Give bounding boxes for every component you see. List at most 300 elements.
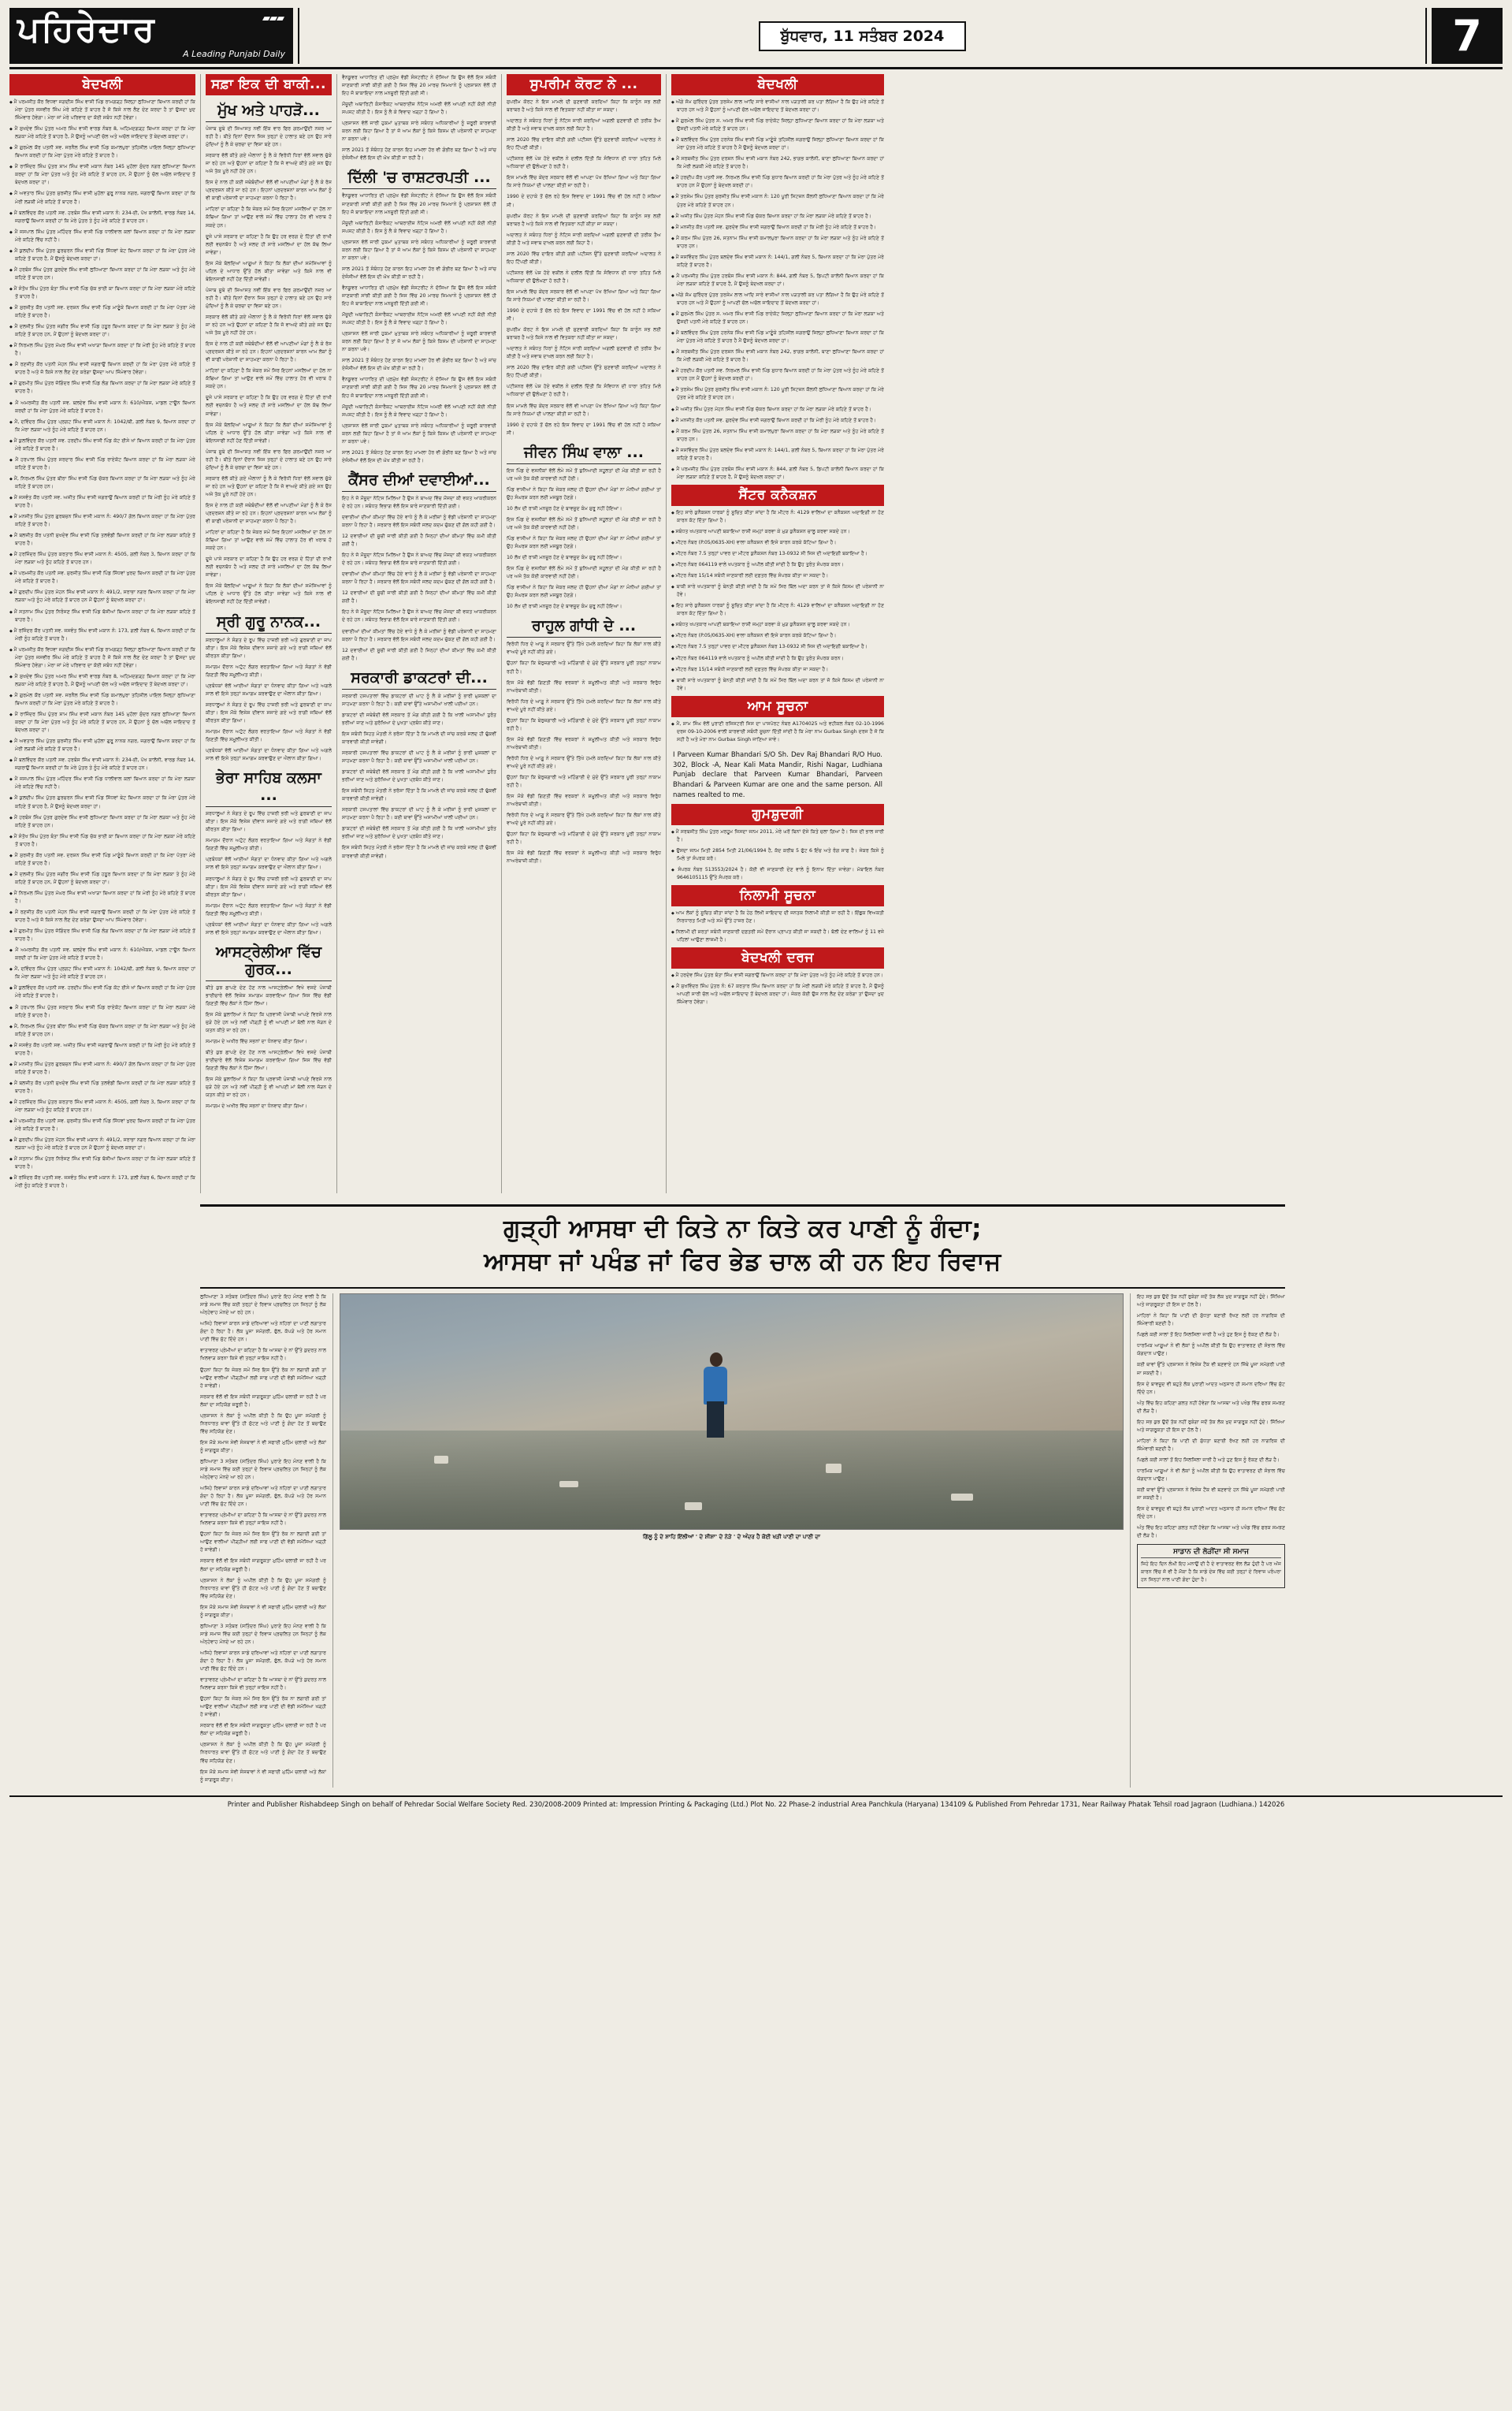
section-header-supreme-court: ਸੁਪਰੀਮ ਕੋਰਟ ਨੇ ... <box>507 74 661 95</box>
section-header-gumshudgi: ਗੁਮਸ਼ੁਦਗੀ <box>671 804 884 825</box>
notice-item: ◆ ਮੈਂ ਗੁਰਮੀਤ ਸਿੰਘ ਪੁੱਤਰ ਜੋਗਿੰਦਰ ਸਿੰਘ ਵਾਸੀ ਪਿੰਡ ਲੰਗ ਬਿਆਨ ਕਰਦਾ ਹਾਂ ਕਿ ਮੇਰਾ ਲੜਕਾ ਮੇਰੇ ਕਹਿਣੇ ਤੋਂ ਬਾਹਰ ਹੈ। <box>9 928 195 943</box>
notice-item: ਸਰਕਾਰੀ ਹਸਪਤਾਲਾਂ ਵਿੱਚ ਡਾਕਟਰਾਂ ਦੀ ਘਾਟ ਨੂੰ ਲੈ ਕੇ ਮਰੀਜ਼ਾਂ ਨੂੰ ਭਾਰੀ ਮੁਸ਼ਕਲਾਂ ਦਾ ਸਾਹਮਣਾ ਕਰਨਾ ਪੈ ਰਿਹਾ ਹੈ। ਕਈ ਥਾਵਾਂ ਉੱਤੇ ਅਸਾਮੀਆਂ ਖਾਲੀ ਪਈਆਂ ਹਨ। <box>342 693 496 707</box>
notice-item: ਸਾਲ 2021 ਤੋਂ ਸੰਬੰਧਤ ਹੋਣ ਕਾਰਨ ਇਹ ਮਾਮਲਾ ਹੋਰ ਵੀ ਗੰਭੀਰ ਬਣ ਗਿਆ ਹੈ ਅਤੇ ਜਾਂਚ ਏਜੰਸੀਆਂ ਵੱਲੋਂ ਇਸ ਦੀ ਘੋਖ ਕੀਤੀ ਜਾ ਰਹੀ ਹੈ। <box>342 449 496 463</box>
notice-item: ਪ੍ਰਸ਼ਾਸਨ ਵੱਲੋਂ ਜਾਰੀ ਹੁਕਮਾਂ ਮੁਤਾਬਕ ਸਾਰੇ ਸਬੰਧਤ ਅਧਿਕਾਰੀਆਂ ਨੂੰ ਜ਼ਰੂਰੀ ਕਾਰਵਾਈ ਕਰਨ ਲਈ ਕਿਹਾ ਗਿਆ ਹੈ ਤਾਂ ਜੋ ਆਮ ਲੋਕਾਂ ਨੂੰ ਕਿਸੇ ਕਿਸਮ ਦੀ ਪਰੇਸ਼ਾਨੀ ਦਾ ਸਾਹਮਣਾ ਨਾ ਕਰਨਾ ਪਵੇ। <box>342 239 496 261</box>
notice-item: ◆ ਮੈਂ ਅਜੀਤ ਸਿੰਘ ਪੁੱਤਰ ਮੋਹਨ ਸਿੰਘ ਵਾਸੀ ਪਿੰਡ ਚੱਕਰ ਬਿਆਨ ਕਰਦਾ ਹਾਂ ਕਿ ਮੇਰਾ ਲੜਕਾ ਮੇਰੇ ਕਹਿਣੇ ਤੋਂ ਬਾਹਰ ਹੈ। <box>671 213 884 221</box>
section-header-bedakhli: ਬੇਦਖਲੀ <box>9 74 195 95</box>
notice-item: ◆ ਮੈਂ ਸਰਬਜੀਤ ਸਿੰਘ ਪੁੱਤਰ ਦਰਸ਼ਨ ਸਿੰਘ ਵਾਸੀ ਮਕਾਨ ਨੰਬਰ 242, ਭਾਗਭ ਕਾਲੋਨੀ, ਥਾਣਾ ਲੁਧਿਆਣਾ ਬਿਆਨ ਕਰਦਾ ਹਾਂ ਕਿ ਮੇਰੀ ਲੜਕੀ ਮੇਰੇ ਕਹਿਣੇ ਤੋਂ ਬਾਹਰ ਹੈ। <box>671 348 884 364</box>
notice-item: ◆ ਇਹ ਸਾਰੇ ਕੁਨੈਕਸ਼ਨ ਧਾਰਕਾਂ ਨੂੰ ਸੂਚਿਤ ਕੀਤਾ ਜਾਂਦਾ ਹੈ ਕਿ ਮੀਟਰ ਨੰ: 4129 ਵਾਲਿਆਂ ਦਾ ਕਨੈਕਸ਼ਨ ਅਦਾਇਗੀ ਨਾ ਹੋਣ ਕਾਰਨ ਕੱਟ ਦਿੱਤਾ ਗਿਆ ਹੈ। <box>671 602 884 618</box>
bottom-right-spacer <box>1290 1198 1503 1787</box>
notice-item: ◆ ਆਮ ਲੋਕਾਂ ਨੂੰ ਸੂਚਿਤ ਕੀਤਾ ਜਾਂਦਾ ਹੈ ਕਿ ਹੇਠ ਲਿਖੀ ਜਾਇਦਾਦ ਦੀ ਜਨਤਕ ਨਿਲਾਮੀ ਕੀਤੀ ਜਾ ਰਹੀ ਹੈ। ਇੱਛੁਕ ਵਿਅਕਤੀ ਨਿਰਧਾਰਤ ਮਿਤੀ ਅਤੇ ਸਮੇਂ ਉੱਤੇ ਹਾਜ਼ਰ ਹੋਣ। <box>671 910 884 925</box>
notice-item: ◆ ਮੈਂ ਸੁਖਵਿੰਦਰ ਸਿੰਘ ਪੁੱਤਰ ਨੰ: 67 ਕਰਤਾਰ ਸਿੰਘ ਬਿਆਨ ਕਰਦਾ ਹਾਂ ਕਿ ਮੇਰੀ ਲੜਕੀ ਮੇਰੇ ਕਹਿਣੇ ਤੋਂ ਬਾਹਰ ਹੈ, ਮੈਂ ਉਸਨੂੰ ਆਪਣੀ ਸਾਰੀ ਚੱਲ ਅਤੇ ਅਚੱਲ ਜਾਇਦਾਦ ਤੋਂ ਬੇਦਖਲ ਕਰਦਾ ਹਾਂ। ਜੇਕਰ ਕੋਈ ਉਸ ਨਾਲ ਲੈਣ ਦੇਣ ਕਰੇਗਾ ਤਾਂ ਉਸਦਾ ਖੁਦ ਜ਼ਿੰਮੇਵਾਰ ਹੋਵੇਗਾ। <box>671 983 884 1006</box>
notice-item: ਵਿਰੋਧੀ ਧਿਰ ਦੇ ਆਗੂ ਨੇ ਸਰਕਾਰ ਉੱਤੇ ਤਿੱਖੇ ਹਮਲੇ ਕਰਦਿਆਂ ਕਿਹਾ ਕਿ ਲੋਕਾਂ ਨਾਲ ਕੀਤੇ ਵਾਅਦੇ ਪੂਰੇ ਨਹੀਂ ਕੀਤੇ ਗਏ। <box>507 642 661 656</box>
notice-item: ਇਸ ਮੌਕੇ ਬੋਲਦਿਆਂ ਆਗੂਆਂ ਨੇ ਕਿਹਾ ਕਿ ਲੋਕਾਂ ਦੀਆਂ ਸਮੱਸਿਆਵਾਂ ਨੂੰ ਪਹਿਲ ਦੇ ਆਧਾਰ ਉੱਤੇ ਹੱਲ ਕੀਤਾ ਜਾਵੇਗਾ ਅਤੇ ਕਿਸੇ ਨਾਲ ਵੀ ਬੇਇਨਸਾਫੀ ਨਹੀਂ ਹੋਣ ਦਿੱਤੀ ਜਾਵੇਗੀ। <box>206 422 332 444</box>
article-body-dawaiyan <box>342 495 496 663</box>
notice-item: ਦਵਾਈਆਂ ਦੀਆਂ ਕੀਮਤਾਂ ਵਿੱਚ ਹੋਏ ਵਾਧੇ ਨੂੰ ਲੈ ਕੇ ਮਰੀਜ਼ਾਂ ਨੂੰ ਵੱਡੀ ਪਰੇਸ਼ਾਨੀ ਦਾ ਸਾਹਮਣਾ ਕਰਨਾ ਪੈ ਰਿਹਾ ਹੈ। ਸਰਕਾਰ ਵੱਲੋਂ ਇਸ ਸਬੰਧੀ ਜਲਦ ਕਦਮ ਚੁੱਕਣ ਦੀ ਗੱਲ ਕਹੀ ਗਈ ਹੈ। <box>342 628 496 642</box>
notice-item: ◆ ਮੀਟਰ ਨੰਬਰ 15/14 ਸਬੰਧੀ ਜਾਣਕਾਰੀ ਲਈ ਦਫ਼ਤਰ ਵਿੱਚ ਸੰਪਰਕ ਕੀਤਾ ਜਾ ਸਕਦਾ ਹੈ। <box>671 572 884 580</box>
section-header-safa-ik: ਸਫ਼ਾ ਇਕ ਦੀ ਬਾਕੀ... <box>206 74 332 95</box>
notice-item: ਵਾਤਾਵਰਣ ਪ੍ਰੇਮੀਆਂ ਦਾ ਕਹਿਣਾ ਹੈ ਕਿ ਆਸਥਾ ਦੇ ਨਾਂ ਉੱਤੇ ਕੁਦਰਤ ਨਾਲ ਖਿਲਵਾੜ ਕਰਨਾ ਕਿਸੇ ਵੀ ਤਰ੍ਹਾਂ ਜਾਇਜ਼ ਨਹੀਂ ਹੈ। <box>200 1348 326 1362</box>
column-divider <box>501 74 502 1193</box>
notice-item: ਵਾਤਾਵਰਣ ਪ੍ਰੇਮੀਆਂ ਦਾ ਕਹਿਣਾ ਹੈ ਕਿ ਆਸਥਾ ਦੇ ਨਾਂ ਉੱਤੇ ਕੁਦਰਤ ਨਾਲ ਖਿਲਵਾੜ ਕਰਨਾ ਕਿਸੇ ਵੀ ਤਰ੍ਹਾਂ ਜਾਇਜ਼ ਨਹੀਂ ਹੈ। <box>200 1677 326 1691</box>
notice-item: ਇਸ ਦੇ ਬਾਵਜੂਦ ਵੀ ਬਹੁਤੇ ਲੋਕ ਪੁਰਾਣੀ ਆਦਤ ਅਨੁਸਾਰ ਹੀ ਸਮਾਨ ਦਰਿਆ ਵਿੱਚ ਸੁੱਟ ਦਿੰਦੇ ਹਨ। <box>1137 1506 1285 1520</box>
notice-item: ਇਸ ਮੌਕੇ ਬੋਲਦਿਆਂ ਆਗੂਆਂ ਨੇ ਕਿਹਾ ਕਿ ਲੋਕਾਂ ਦੀਆਂ ਸਮੱਸਿਆਵਾਂ ਨੂੰ ਪਹਿਲ ਦੇ ਆਧਾਰ ਉੱਤੇ ਹੱਲ ਕੀਤਾ ਜਾਵੇਗਾ ਅਤੇ ਕਿਸੇ ਨਾਲ ਵੀ ਬੇਇਨਸਾਫੀ ਨਹੀਂ ਹੋਣ ਦਿੱਤੀ ਜਾਵੇਗੀ। <box>206 260 332 282</box>
notice-item: ◆ ਸੰਪਰਕ ਨੰਬਰ 513553/2024 ਹੈ। ਕੋਈ ਵੀ ਜਾਣਕਾਰੀ ਦੇਣ ਵਾਲੇ ਨੂੰ ਇਨਾਮ ਦਿੱਤਾ ਜਾਵੇਗਾ। ਮੋਬਾਇਲ ਨੰਬਰ 9646105115 ਉੱਤੇ ਸੰਪਰਕ ਕਰੋ। <box>671 866 884 882</box>
notice-item: ਉਹਨਾਂ ਕਿਹਾ ਕਿ ਬੇਰੁਜ਼ਗਾਰੀ ਅਤੇ ਮਹਿੰਗਾਈ ਦੇ ਮੁੱਦੇ ਉੱਤੇ ਸਰਕਾਰ ਪੂਰੀ ਤਰ੍ਹਾਂ ਨਾਕਾਮ ਰਹੀ ਹੈ। <box>507 775 661 789</box>
notice-item: ◆ ਮੈਂ ਹਰਦੀਪ ਕੌਰ ਪਤਨੀ ਸਵ. ਨਿਰਮਲ ਸਿੰਘ ਵਾਸੀ ਪਿੰਡ ਸੁਧਾਰ ਬਿਆਨ ਕਰਦੀ ਹਾਂ ਕਿ ਮੇਰਾ ਪੁੱਤਰ ਅਤੇ ਨੂੰਹ ਮੇਰੇ ਕਹਿਣੇ ਤੋਂ ਬਾਹਰ ਹਨ ਮੈਂ ਉਹਨਾਂ ਨੂੰ ਬੇਦਖਲ ਕਰਦੀ ਹਾਂ। <box>671 367 884 383</box>
notice-item: ਅਜਿਹੇ ਰਿਵਾਜਾਂ ਕਾਰਨ ਸਾਡੇ ਦਰਿਆਵਾਂ ਅਤੇ ਨਹਿਰਾਂ ਦਾ ਪਾਣੀ ਲਗਾਤਾਰ ਗੰਦਾ ਹੋ ਰਿਹਾ ਹੈ। ਲੋਕ ਪੂਜਾ ਸਮੱਗਰੀ, ਫੁੱਲ, ਕੱਪੜੇ ਅਤੇ ਹੋਰ ਸਮਾਨ ਪਾਣੀ ਵਿੱਚ ਸੁੱਟ ਦਿੰਦੇ ਹਨ। <box>200 1486 326 1508</box>
notice-item: ਪਿੰਡ ਵਾਸੀਆਂ ਨੇ ਕਿਹਾ ਕਿ ਜੇਕਰ ਜਲਦ ਹੀ ਉਹਨਾਂ ਦੀਆਂ ਮੰਗਾਂ ਨਾ ਮੰਨੀਆਂ ਗਈਆਂ ਤਾਂ ਉਹ ਸੰਘਰਸ਼ ਕਰਨ ਲਈ ਮਜਬੂਰ ਹੋਣਗੇ। <box>507 536 661 550</box>
section-header-center-connection: ਸੈਂਟਰ ਕਨੈਕਸ਼ਨ <box>671 485 884 506</box>
notice-item: ਸਾਲ 2020 ਵਿੱਚ ਦਾਇਰ ਕੀਤੀ ਗਈ ਪਟੀਸ਼ਨ ਉੱਤੇ ਸੁਣਵਾਈ ਕਰਦਿਆਂ ਅਦਾਲਤ ਨੇ ਇਹ ਟਿੱਪਣੀ ਕੀਤੀ। <box>507 251 661 265</box>
newspaper-logo <box>9 8 293 64</box>
notice-item: ਇਹ ਸਭ ਕੁਝ ਉਦੋਂ ਤੱਕ ਨਹੀਂ ਰੁਕੇਗਾ ਜਦੋਂ ਤੱਕ ਲੋਕ ਖੁਦ ਜਾਗਰੂਕ ਨਹੀਂ ਹੁੰਦੇ। ਸਿੱਖਿਆ ਅਤੇ ਜਾਗਰੂਕਤਾ ਹੀ ਇਸ ਦਾ ਹੱਲ ਹੈ। <box>1137 1419 1285 1433</box>
notice-item: ◆ ਮੈਂ ਬਲਵਿੰਦਰ ਸਿੰਘ ਪੁੱਤਰ ਹਰਨੇਕ ਸਿੰਘ ਵਾਸੀ ਪਿੰਡ ਮਾਣੂੰਕੇ ਤਹਿਸੀਲ ਜਗਰਾਉਂ ਜਿਲ੍ਹਾ ਲੁਧਿਆਣਾ ਬਿਆਨ ਕਰਦਾ ਹਾਂ ਕਿ ਮੇਰਾ ਪੁੱਤਰ ਮੇਰੇ ਕਹਿਣੇ ਤੋਂ ਬਾਹਰ ਹੈ ਮੈਂ ਉਸਨੂੰ ਬੇਦਖਲ ਕਰਦਾ ਹਾਂ। <box>671 329 884 345</box>
notice-item: ਪ੍ਰਬੰਧਕਾਂ ਵੱਲੋਂ ਆਈਆਂ ਸੰਗਤਾਂ ਦਾ ਧੰਨਵਾਦ ਕੀਤਾ ਗਿਆ ਅਤੇ ਅਗਲੇ ਸਾਲ ਵੀ ਇਸੇ ਤਰ੍ਹਾਂ ਸਮਾਗਮ ਕਰਵਾਉਣ ਦਾ ਐਲਾਨ ਕੀਤਾ ਗਿਆ। <box>206 748 332 762</box>
notice-item: ਸ਼ਰਧਾਲੂਆਂ ਨੇ ਸੰਗਤ ਦੇ ਰੂਪ ਵਿੱਚ ਹਾਜ਼ਰੀ ਭਰੀ ਅਤੇ ਗੁਰਬਾਣੀ ਦਾ ਜਾਪ ਕੀਤਾ। ਇਸ ਮੌਕੇ ਵਿਸ਼ੇਸ਼ ਦੀਵਾਨ ਸਜਾਏ ਗਏ ਅਤੇ ਰਾਗੀ ਜਥਿਆਂ ਵੱਲੋਂ ਕੀਰਤਨ ਕੀਤਾ ਗਿਆ। <box>206 811 332 833</box>
feature-banner <box>200 1204 1285 1289</box>
notice-item: ਸਰਕਾਰ ਵੱਲੋਂ ਵੀ ਇਸ ਸਬੰਧੀ ਜਾਗਰੂਕਤਾ ਮੁਹਿੰਮ ਚਲਾਈ ਜਾ ਰਹੀ ਹੈ ਪਰ ਲੋਕਾਂ ਦਾ ਸਹਿਯੋਗ ਜ਼ਰੂਰੀ ਹੈ। <box>200 1558 326 1572</box>
feature-col-left <box>200 1293 326 1788</box>
notice-item: ਪੰਜਾਬ ਸੂਬੇ ਦੀ ਸਿਆਸਤ ਨਵੀਂ ਇੱਕ ਵਾਰ ਫਿਰ ਗਰਮਾਉਂਦੀ ਨਜ਼ਰ ਆ ਰਹੀ ਹੈ। ਬੀਤੇ ਦਿਨਾਂ ਦੌਰਾਨ ਜਿਸ ਤਰ੍ਹਾਂ ਦੇ ਹਾਲਾਤ ਬਣੇ ਹਨ ਉਹ ਸਾਰੇ ਮੁੱਦਿਆਂ ਨੂੰ ਲੈ ਕੇ ਚਰਚਾ ਦਾ ਵਿਸ਼ਾ ਬਣੇ ਹਨ। <box>206 287 332 309</box>
notice-item: ਇਹ ਸਭ ਕੁਝ ਉਦੋਂ ਤੱਕ ਨਹੀਂ ਰੁਕੇਗਾ ਜਦੋਂ ਤੱਕ ਲੋਕ ਖੁਦ ਜਾਗਰੂਕ ਨਹੀਂ ਹੁੰਦੇ। ਸਿੱਖਿਆ ਅਤੇ ਜਾਗਰੂਕਤਾ ਹੀ ਇਸ ਦਾ ਹੱਲ ਹੈ। <box>1137 1294 1285 1308</box>
notice-item: ◆ ਮੈਂ ਬਲਵਿੰਦਰ ਕੌਰ ਪਤਨੀ ਸਵ. ਹਰਬੰਸ ਸਿੰਘ ਵਾਸੀ ਮਕਾਨ ਨੰ: 234-ਈ, ਪੱਖ ਕਾਲੋਨੀ, ਵਾਰਡ ਨੰਬਰ 14, ਜਗਰਾਉਂ ਬਿਆਨ ਕਰਦੀ ਹਾਂ ਕਿ ਮੇਰੇ ਪੁੱਤਰ ਤੇ ਨੂੰਹ ਮੇਰੇ ਕਹਿਣੇ ਤੋਂ ਬਾਹਰ ਹਨ। <box>9 210 195 225</box>
notice-item: ਦੂਜੇ ਪਾਸੇ ਸਰਕਾਰ ਦਾ ਕਹਿਣਾ ਹੈ ਕਿ ਉਹ ਹਰ ਵਰਗ ਦੇ ਹਿੱਤਾਂ ਦੀ ਰਾਖੀ ਲਈ ਵਚਨਬੱਧ ਹੈ ਅਤੇ ਜਲਦ ਹੀ ਸਾਰੇ ਮਸਲਿਆਂ ਦਾ ਹੱਲ ਕੱਢ ਲਿਆ ਜਾਵੇਗਾ। <box>206 395 332 417</box>
bottom-feature-wrap <box>9 1198 1503 1787</box>
notice-item: ◆ ਮੈਂ ਕਰਮ ਸਿੰਘ ਪੁੱਤਰ 26, ਸਤਨਾਮ ਸਿੰਘ ਵਾਸੀ ਕਮਾਲਪੁਰਾ ਬਿਆਨ ਕਰਦਾ ਹਾਂ ਕਿ ਮੇਰਾ ਲੜਕਾ ਅਤੇ ਨੂੰਹ ਮੇਰੇ ਕਹਿਣੇ ਤੋਂ ਬਾਹਰ ਹਨ। <box>671 428 884 444</box>
notice-item: ਡਾਕਟਰਾਂ ਦੀ ਜਥੇਬੰਦੀ ਵੱਲੋਂ ਸਰਕਾਰ ਤੋਂ ਮੰਗ ਕੀਤੀ ਗਈ ਹੈ ਕਿ ਖਾਲੀ ਅਸਾਮੀਆਂ ਤੁਰੰਤ ਭਰੀਆਂ ਜਾਣ ਅਤੇ ਸੁਰੱਖਿਆ ਦੇ ਪੁਖਤਾ ਪ੍ਰਬੰਧ ਕੀਤੇ ਜਾਣ। <box>342 769 496 783</box>
notice-item: ◆ ਮੈਂ ਹਰਪਾਲ ਸਿੰਘ ਪੁੱਤਰ ਸਰਦਾਰ ਸਿੰਘ ਵਾਸੀ ਪਿੰਡ ਰਾਏਕੋਟ ਬਿਆਨ ਕਰਦਾ ਹਾਂ ਕਿ ਮੇਰਾ ਲੜਕਾ ਮੇਰੇ ਕਹਿਣੇ ਤੋਂ ਬਾਹਰ ਹੈ। <box>9 456 195 472</box>
inset-title: ਸਾਡਾਨ ਦੀ ਲੋੜੀਂਦਾ ਸੀ ਸਮਾਜ <box>1141 1548 1281 1558</box>
headline-australia-vich: ਆਸਟ੍ਰੇਲੀਆ ਵਿੱਚ ਗੁਰਕ... <box>206 943 332 981</box>
notice-item: ਦਵਾਈਆਂ ਦੀਆਂ ਕੀਮਤਾਂ ਵਿੱਚ ਹੋਏ ਵਾਧੇ ਨੂੰ ਲੈ ਕੇ ਮਰੀਜ਼ਾਂ ਨੂੰ ਵੱਡੀ ਪਰੇਸ਼ਾਨੀ ਦਾ ਸਾਹਮਣਾ ਕਰਨਾ ਪੈ ਰਿਹਾ ਹੈ। ਸਰਕਾਰ ਵੱਲੋਂ ਇਸ ਸਬੰਧੀ ਜਲਦ ਕਦਮ ਚੁੱਕਣ ਦੀ ਗੱਲ ਕਹੀ ਗਈ ਹੈ। <box>342 514 496 529</box>
notice-item: ਪ੍ਰਸ਼ਾਸਨ ਨੇ ਲੋਕਾਂ ਨੂੰ ਅਪੀਲ ਕੀਤੀ ਹੈ ਕਿ ਉਹ ਪੂਜਾ ਸਮੱਗਰੀ ਨੂੰ ਨਿਰਧਾਰਤ ਥਾਵਾਂ ਉੱਤੇ ਹੀ ਸੁੱਟਣ ਅਤੇ ਪਾਣੀ ਨੂੰ ਗੰਦਾ ਹੋਣ ਤੋਂ ਬਚਾਉਣ ਵਿੱਚ ਸਹਿਯੋਗ ਦੇਣ। <box>200 1412 326 1434</box>
notice-item: ◆ ਮੈਂ ਹਰਜਿੰਦਰ ਸਿੰਘ ਪੁੱਤਰ ਕਰਤਾਰ ਸਿੰਘ ਵਾਸੀ ਮਕਾਨ ਨੰ: 4505, ਗਲੀ ਨੰਬਰ 3, ਬਿਆਨ ਕਰਦਾ ਹਾਂ ਕਿ ਮੇਰਾ ਲੜਕਾ ਅਤੇ ਨੂੰਹ ਕਹਿਣੇ ਤੋਂ ਬਾਹਰ ਹਨ। <box>9 551 195 567</box>
section-header-aam-soochna: ਆਮ ਸੂਚਨਾ <box>671 696 884 717</box>
bedakhli-darj-list <box>671 972 884 1006</box>
notice-item: ਵਿਰੋਧੀ ਧਿਰ ਦੇ ਆਗੂ ਨੇ ਸਰਕਾਰ ਉੱਤੇ ਤਿੱਖੇ ਹਮਲੇ ਕਰਦਿਆਂ ਕਿਹਾ ਕਿ ਲੋਕਾਂ ਨਾਲ ਕੀਤੇ ਵਾਅਦੇ ਪੂਰੇ ਨਹੀਂ ਕੀਤੇ ਗਏ। <box>507 813 661 827</box>
notice-item: ◆ ਮੈਂ ਜਸਵਿੰਦਰ ਸਿੰਘ ਪੁੱਤਰ ਬਲਦੇਵ ਸਿੰਘ ਵਾਸੀ ਮਕਾਨ ਨੰ: 144/1, ਗਲੀ ਨੰਬਰ 5, ਬਿਆਨ ਕਰਦਾ ਹਾਂ ਕਿ ਮੇਰਾ ਪੁੱਤਰ ਮੇਰੇ ਕਹਿਣੇ ਤੋਂ ਬਾਹਰ ਹੈ। <box>671 254 884 270</box>
notice-item: ਪ੍ਰਬੰਧਕਾਂ ਵੱਲੋਂ ਆਈਆਂ ਸੰਗਤਾਂ ਦਾ ਧੰਨਵਾਦ ਕੀਤਾ ਗਿਆ ਅਤੇ ਅਗਲੇ ਸਾਲ ਵੀ ਇਸੇ ਤਰ੍ਹਾਂ ਸਮਾਗਮ ਕਰਵਾਉਣ ਦਾ ਐਲਾਨ ਕੀਤਾ ਗਿਆ। <box>206 683 332 697</box>
notice-item: ਅਦਾਲਤ ਨੇ ਸਬੰਧਤ ਧਿਰਾਂ ਨੂੰ ਨੋਟਿਸ ਜਾਰੀ ਕਰਦਿਆਂ ਅਗਲੀ ਸੁਣਵਾਈ ਦੀ ਤਰੀਕ ਤੈਅ ਕੀਤੀ ਹੈ ਅਤੇ ਜਵਾਬ ਦਾਖਲ ਕਰਨ ਲਈ ਕਿਹਾ ਹੈ। <box>507 232 661 246</box>
section-header-bedakhli-darj: ਬੇਦਖਲੀ ਦਰਜ <box>671 947 884 969</box>
notice-item: ◆ ਸਬੰਧਤ ਖਪਤਕਾਰ ਆਪਣੀ ਬਕਾਇਆ ਰਾਸ਼ੀ ਜਮ੍ਹਾਂ ਕਰਵਾ ਕੇ ਮੁੜ ਕੁਨੈਕਸ਼ਨ ਚਾਲੂ ਕਰਵਾ ਸਕਦੇ ਹਨ। <box>671 528 884 536</box>
bedakhli-notice-list <box>9 99 195 1190</box>
notice-item: ਵਾਤਾਵਰਣ ਪ੍ਰੇਮੀਆਂ ਦਾ ਕਹਿਣਾ ਹੈ ਕਿ ਆਸਥਾ ਦੇ ਨਾਂ ਉੱਤੇ ਕੁਦਰਤ ਨਾਲ ਖਿਲਵਾੜ ਕਰਨਾ ਕਿਸੇ ਵੀ ਤਰ੍ਹਾਂ ਜਾਇਜ਼ ਨਹੀਂ ਹੈ। <box>200 1512 326 1527</box>
notice-item: ◆ ਮੈਂ ਹਰਬੰਸ ਸਿੰਘ ਪੁੱਤਰ ਗੁਰਦੇਵ ਸਿੰਘ ਵਾਸੀ ਲੁਧਿਆਣਾ ਬਿਆਨ ਕਰਦਾ ਹਾਂ ਕਿ ਮੇਰਾ ਲੜਕਾ ਅਤੇ ਨੂੰਹ ਮੇਰੇ ਕਹਿਣੇ ਤੋਂ ਬਾਹਰ ਹਨ। <box>9 814 195 830</box>
notice-item: ਇਸ ਸਬੰਧੀ ਸਿਹਤ ਮੰਤਰੀ ਨੇ ਭਰੋਸਾ ਦਿੱਤਾ ਹੈ ਕਿ ਮਾਮਲੇ ਦੀ ਜਾਂਚ ਕਰਕੇ ਜਲਦ ਹੀ ਢੁੱਕਵੀਂ ਕਾਰਵਾਈ ਕੀਤੀ ਜਾਵੇਗੀ। <box>342 788 496 802</box>
notice-item: ◆ ਮੈਂ ਪਰਮਜੀਤ ਕੌਰ ਵਿਧਵਾ ਜਗਦੀਸ਼ ਸਿੰਘ ਵਾਸੀ ਪਿੰਡ ਰਾਮਗੜ੍ਹ ਜਿਲ੍ਹਾ ਲੁਧਿਆਣਾ ਬਿਆਨ ਕਰਦੀ ਹਾਂ ਕਿ ਮੇਰਾ ਪੁੱਤਰ ਜਸਵੀਰ ਸਿੰਘ ਮੇਰੇ ਕਹਿਣੇ ਤੋਂ ਬਾਹਰ ਹੈ ਜੋ ਕਿਸੇ ਨਾਲ ਲੈਣ ਦੇਣ ਕਰਦਾ ਹੈ ਤਾਂ ਉਸਦਾ ਖੁਦ ਜਿੰਮੇਵਾਰ ਹੋਵੇਗਾ। ਮੇਰਾ ਜਾਂ ਮੇਰੇ ਪਰਿਵਾਰ ਦਾ ਕੋਈ ਸਬੰਧ ਨਹੀਂ ਹੋਵੇਗਾ। <box>9 646 195 670</box>
headline-jeevan-singh-wala: ਜੀਵਨ ਸਿੰਘ ਵਾਲਾ ... <box>507 444 661 464</box>
notice-item: ◆ ਮੈਂ ਅਮਰਜੀਤ ਕੌਰ ਪਤਨੀ ਸਵ. ਬਲਦੇਵ ਸਿੰਘ ਵਾਸੀ ਮਕਾਨ ਨੰ: 610/ਐਕਸ, ਮਾਡਲ ਟਾਊਨ ਬਿਆਨ ਕਰਦੀ ਹਾਂ ਕਿ ਮੇਰਾ ਪੁੱਤਰ ਮੇਰੇ ਕਹਿਣੇ ਤੋਂ ਬਾਹਰ ਹੈ। <box>9 400 195 415</box>
bedakhli-notice-list-2 <box>671 99 884 482</box>
notice-item: ◆ ਮੈਂ ਕੁਲਦੀਪ ਸਿੰਘ ਪੁੱਤਰ ਗੁਰਚਰਨ ਸਿੰਘ ਵਾਸੀ ਪਿੰਡ ਸਿੱਧਵਾਂ ਬੇਟ ਬਿਆਨ ਕਰਦਾ ਹਾਂ ਕਿ ਮੇਰਾ ਪੁੱਤਰ ਮੇਰੇ ਕਹਿਣੇ ਤੋਂ ਬਾਹਰ ਹੈ, ਮੈਂ ਉਸਨੂੰ ਬੇਦਖਲ ਕਰਦਾ ਹਾਂ। <box>9 247 195 263</box>
article-body-guru-nanak <box>206 637 332 764</box>
notice-item: ਵਿਰੋਧੀ ਧਿਰ ਦੇ ਆਗੂ ਨੇ ਸਰਕਾਰ ਉੱਤੇ ਤਿੱਖੇ ਹਮਲੇ ਕਰਦਿਆਂ ਕਿਹਾ ਕਿ ਲੋਕਾਂ ਨਾਲ ਕੀਤੇ ਵਾਅਦੇ ਪੂਰੇ ਨਹੀਂ ਕੀਤੇ ਗਏ। <box>507 698 661 713</box>
notice-item: ◆ ਮੈਂ ਅਵਤਾਰ ਸਿੰਘ ਪੁੱਤਰ ਸੁਰਜੀਤ ਸਿੰਘ ਵਾਸੀ ਮੁਹੱਲਾ ਗੁਰੂ ਨਾਨਕ ਨਗਰ, ਜਗਰਾਉਂ ਬਿਆਨ ਕਰਦਾ ਹਾਂ ਕਿ ਮੇਰੀ ਲੜਕੀ ਮੇਰੇ ਕਹਿਣੇ ਤੋਂ ਬਾਹਰ ਹੈ। <box>9 738 195 753</box>
notice-item: ਸਾਲ 2020 ਵਿੱਚ ਦਾਇਰ ਕੀਤੀ ਗਈ ਪਟੀਸ਼ਨ ਉੱਤੇ ਸੁਣਵਾਈ ਕਰਦਿਆਂ ਅਦਾਲਤ ਨੇ ਇਹ ਟਿੱਪਣੀ ਕੀਤੀ। <box>507 365 661 379</box>
notice-item: ਸਰਕਾਰੀ ਹਸਪਤਾਲਾਂ ਵਿੱਚ ਡਾਕਟਰਾਂ ਦੀ ਘਾਟ ਨੂੰ ਲੈ ਕੇ ਮਰੀਜ਼ਾਂ ਨੂੰ ਭਾਰੀ ਮੁਸ਼ਕਲਾਂ ਦਾ ਸਾਹਮਣਾ ਕਰਨਾ ਪੈ ਰਿਹਾ ਹੈ। ਕਈ ਥਾਵਾਂ ਉੱਤੇ ਅਸਾਮੀਆਂ ਖਾਲੀ ਪਈਆਂ ਹਨ। <box>342 750 496 765</box>
notice-item: ◆ ਮੈਂ ਸਤਨਾਮ ਸਿੰਘ ਪੁੱਤਰ ਨਿਰੰਜਣ ਸਿੰਘ ਵਾਸੀ ਪਿੰਡ ਬੱਸੀਆਂ ਬਿਆਨ ਕਰਦਾ ਹਾਂ ਕਿ ਮੇਰਾ ਲੜਕਾ ਕਹਿਣੇ ਤੋਂ ਬਾਹਰ ਹੈ। <box>9 1155 195 1171</box>
notice-item: ਦੂਜੇ ਪਾਸੇ ਸਰਕਾਰ ਦਾ ਕਹਿਣਾ ਹੈ ਕਿ ਉਹ ਹਰ ਵਰਗ ਦੇ ਹਿੱਤਾਂ ਦੀ ਰਾਖੀ ਲਈ ਵਚਨਬੱਧ ਹੈ ਅਤੇ ਜਲਦ ਹੀ ਸਾਰੇ ਮਸਲਿਆਂ ਦਾ ਹੱਲ ਕੱਢ ਲਿਆ ਜਾਵੇਗਾ। <box>206 233 332 255</box>
column-divider <box>332 1293 333 1788</box>
notice-item: ◆ ਮੈਂ ਨਿਰਮਲ ਸਿੰਘ ਪੁੱਤਰ ਮੱਘਰ ਸਿੰਘ ਵਾਸੀ ਅਖਾੜਾ ਬਿਆਨ ਕਰਦਾ ਹਾਂ ਕਿ ਮੇਰੀ ਨੂੰਹ ਮੇਰੇ ਕਹਿਣੇ ਤੋਂ ਬਾਹਰ ਹੈ। <box>9 342 195 358</box>
notice-item: ◆ ਮੈਂ, ਦਵਿੰਦਰ ਸਿੰਘ ਪੁੱਤਰ ਪ੍ਰਗਟ ਸਿੰਘ ਵਾਸੀ ਮਕਾਨ ਨੰ: 1042/ਬੀ, ਗਲੀ ਨੰਬਰ 9, ਬਿਆਨ ਕਰਦਾ ਹਾਂ ਕਿ ਮੇਰਾ ਲੜਕਾ ਅਤੇ ਨੂੰਹ ਮੇਰੇ ਕਹਿਣੇ ਤੋਂ ਬਾਹਰ ਹਨ। <box>9 966 195 981</box>
notice-item: ◆ ਮੈਂ ਕੁਲਦੀਪ ਸਿੰਘ ਪੁੱਤਰ ਗੁਰਚਰਨ ਸਿੰਘ ਵਾਸੀ ਪਿੰਡ ਸਿੱਧਵਾਂ ਬੇਟ ਬਿਆਨ ਕਰਦਾ ਹਾਂ ਕਿ ਮੇਰਾ ਪੁੱਤਰ ਮੇਰੇ ਕਹਿਣੇ ਤੋਂ ਬਾਹਰ ਹੈ, ਮੈਂ ਉਸਨੂੰ ਬੇਦਖਲ ਕਰਦਾ ਹਾਂ। <box>9 794 195 810</box>
notice-item: ਵੈਨਕੂਵਰ ਆਧਾਰਿਤ ਦੀ ਪ੍ਰਮੁੱਖ ਵੱਡੀ ਸੰਸਟਰੀਟ ਨੇ ਦੱਸਿਆ ਕਿ ਉਸ ਵੱਲੋਂ ਇਸ ਸਬੰਧੀ ਜਾਣਕਾਰੀ ਸਾਂਝੀ ਕੀਤੀ ਗਈ ਹੈ ਜਿਸ ਵਿੱਚ 20 ਮਾਰਚ ਜਿਮਖਾਨੇ ਨੂੰ ਪ੍ਰਸ਼ਾਸ਼ਨ ਵੱਲੋਂ ਹੀ ਇਹ ਜੋ ਬਾਕਾਇਦਾ ਨਾਲ ਮਨਜ਼ੂਰੀ ਦਿੱਤੀ ਗਈ ਸੀ। <box>342 75 496 97</box>
notice-item: ਬੀਤੇ ਕੁਝ ਛਾਪਣੇ ਦੇਣ ਹੋਣ ਨਾਲ ਆਸਟ੍ਰੇਲੀਆ ਵਿਖੇ ਵਸਦੇ ਪੰਜਾਬੀ ਭਾਈਚਾਰੇ ਵੱਲੋਂ ਵਿਸ਼ੇਸ਼ ਸਮਾਗਮ ਕਰਵਾਇਆ ਗਿਆ ਜਿਸ ਵਿੱਚ ਵੱਡੀ ਗਿਣਤੀ ਵਿੱਚ ਲੋਕਾਂ ਨੇ ਹਿੱਸਾ ਲਿਆ। <box>206 1050 332 1072</box>
notice-item: ਮੌਜੂਦੀ ਅਥਾਰਿਟੀ ਕੰਸਾਰੈਕਟ ਆਥਰਾਈਜ਼ ਨੋਟਿਸ ਅਮਰੀ ਵੱਲੋਂ ਆਪਣੀ ਨਹੀਂ ਕੋਈ ਨੀਤੀ ਸਪਸ਼ਟ ਕੀਤੀ ਹੈ। ਇਸ ਨੂੰ ਲੈ ਕੇ ਵਿਵਾਦ ਖੜ੍ਹਾ ਹੋ ਗਿਆ ਹੈ। <box>342 102 496 116</box>
notice-item: ◆ ਮੈਂ ਹਰਪਾਲ ਸਿੰਘ ਪੁੱਤਰ ਸਰਦਾਰ ਸਿੰਘ ਵਾਸੀ ਪਿੰਡ ਰਾਏਕੋਟ ਬਿਆਨ ਕਰਦਾ ਹਾਂ ਕਿ ਮੇਰਾ ਲੜਕਾ ਮੇਰੇ ਕਹਿਣੇ ਤੋਂ ਬਾਹਰ ਹੈ। <box>9 1004 195 1020</box>
banner-line-1: ਗੁੜ੍ਹੀ ਆਸਥਾ ਦੀ ਕਿਤੇ ਨਾ ਕਿਤੇ ਕਰ ਪਾਣੀ ਨੂੰ ਗੰਦਾ; <box>503 1215 982 1244</box>
main-columns <box>9 74 1503 1193</box>
notice-item: ◆ ਮੈਂ ਬਲਜੀਤ ਕੌਰ ਪਤਨੀ ਸੁਖਦੇਵ ਸਿੰਘ ਵਾਸੀ ਪਿੰਡ ਤਲਵੰਡੀ ਬਿਆਨ ਕਰਦੀ ਹਾਂ ਕਿ ਮੇਰਾ ਲੜਕਾ ਕਹਿਣੇ ਤੋਂ ਬਾਹਰ ਹੈ। <box>9 532 195 548</box>
notice-item: 1990 ਦੇ ਦਹਾਕੇ ਤੋਂ ਚੱਲ ਰਹੇ ਇਸ ਵਿਵਾਦ ਦਾ 1991 ਵਿੱਚ ਵੀ ਹੱਲ ਨਹੀਂ ਹੋ ਸਕਿਆ ਸੀ। <box>507 194 661 208</box>
notice-item: ◆ ਮੈਂ ਪਰਮਜੀਤ ਕੌਰ ਵਿਧਵਾ ਜਗਦੀਸ਼ ਸਿੰਘ ਵਾਸੀ ਪਿੰਡ ਰਾਮਗੜ੍ਹ ਜਿਲ੍ਹਾ ਲੁਧਿਆਣਾ ਬਿਆਨ ਕਰਦੀ ਹਾਂ ਕਿ ਮੇਰਾ ਪੁੱਤਰ ਜਸਵੀਰ ਸਿੰਘ ਮੇਰੇ ਕਹਿਣੇ ਤੋਂ ਬਾਹਰ ਹੈ ਜੋ ਕਿਸੇ ਨਾਲ ਲੈਣ ਦੇਣ ਕਰਦਾ ਹੈ ਤਾਂ ਉਸਦਾ ਖੁਦ ਜਿੰਮੇਵਾਰ ਹੋਵੇਗਾ। ਮੇਰਾ ਜਾਂ ਮੇਰੇ ਪਰਿਵਾਰ ਦਾ ਕੋਈ ਸਬੰਧ ਨਹੀਂ ਹੋਵੇਗਾ। <box>9 99 195 122</box>
notice-item: ਸਮਾਗਮ ਦੇ ਅਖੀਰ ਵਿੱਚ ਸਭਨਾਂ ਦਾ ਧੰਨਵਾਦ ਕੀਤਾ ਗਿਆ। <box>206 1103 308 1110</box>
notice-item: ◆ ਮੈਂ ਪਰਮਜੀਤ ਸਿੰਘ ਪੁੱਤਰ ਹਰਬੰਸ ਸਿੰਘ ਵਾਸੀ ਮਕਾਨ ਨੰ: 844, ਗਲੀ ਨੰਬਰ 5, ਡਿਪਟੀ ਕਾਲੋਨੀ ਬਿਆਨ ਕਰਦਾ ਹਾਂ ਕਿ ਮੇਰਾ ਲੜਕਾ ਕਹਿਣੇ ਤੋਂ ਬਾਹਰ ਹੈ, ਮੈਂ ਉਸਨੂੰ ਬੇਦਖਲ ਕਰਦਾ ਹਾਂ। <box>671 273 884 288</box>
notice-item: ਇਹ ਨੇ ਜੋ ਮੌਜੂਦਾ ਨੋਟਿਸ ਮਿਲਿਆ ਹੈ ਉਸ ਨੇ ਬਾਅਦ ਵਿੱਚ ਮੌਜਦਾ ਕੀ ਵਕਤ ਆਕਰੀਕਰਨ ਦੇ ਰਹੇ ਹਨ। ਸਬੰਧਤ ਵਿਭਾਗ ਵੱਲੋਂ ਇਸ ਬਾਰੇ ਜਾਣਕਾਰੀ ਦਿੱਤੀ ਗਈ। <box>342 609 496 623</box>
notice-item: ◆ ਮੈਂ ਪਰਮਜੀਤ ਕੌਰ ਪਤਨੀ ਸਵ. ਸੁਰਜੀਤ ਸਿੰਘ ਵਾਸੀ ਪਿੰਡ ਸਿੱਧਵਾਂ ਖੁਰਦ ਬਿਆਨ ਕਰਦੀ ਹਾਂ ਕਿ ਮੇਰਾ ਪੁੱਤਰ ਮੇਰੇ ਕਹਿਣੇ ਤੋਂ ਬਾਹਰ ਹੈ। <box>9 570 195 586</box>
notice-item: ਉਹਨਾਂ ਕਿਹਾ ਕਿ ਬੇਰੁਜ਼ਗਾਰੀ ਅਤੇ ਮਹਿੰਗਾਈ ਦੇ ਮੁੱਦੇ ਉੱਤੇ ਸਰਕਾਰ ਪੂਰੀ ਤਰ੍ਹਾਂ ਨਾਕਾਮ ਰਹੀ ਹੈ। <box>507 717 661 731</box>
notice-item: ਪ੍ਰਸ਼ਾਸਨ ਵੱਲੋਂ ਜਾਰੀ ਹੁਕਮਾਂ ਮੁਤਾਬਕ ਸਾਰੇ ਸਬੰਧਤ ਅਧਿਕਾਰੀਆਂ ਨੂੰ ਜ਼ਰੂਰੀ ਕਾਰਵਾਈ ਕਰਨ ਲਈ ਕਿਹਾ ਗਿਆ ਹੈ ਤਾਂ ਜੋ ਆਮ ਲੋਕਾਂ ਨੂੰ ਕਿਸੇ ਕਿਸਮ ਦੀ ਪਰੇਸ਼ਾਨੀ ਦਾ ਸਾਹਮਣਾ ਨਾ ਕਰਨਾ ਪਵੇ। <box>342 121 496 143</box>
notice-item: ਇਸ ਪਿੰਡ ਦੇ ਵਸਨੀਕਾਂ ਵੱਲੋਂ ਲੰਮੇ ਸਮੇਂ ਤੋਂ ਬੁਨਿਆਦੀ ਸਹੂਲਤਾਂ ਦੀ ਮੰਗ ਕੀਤੀ ਜਾ ਰਹੀ ਹੈ ਪਰ ਅਜੇ ਤੱਕ ਕੋਈ ਕਾਰਵਾਈ ਨਹੀਂ ਹੋਈ। <box>507 566 661 580</box>
notice-item: ◆ ਮੈਂ ਤਰਸੇਮ ਸਿੰਘ ਪੁੱਤਰ ਸੁਰਜੀਤ ਸਿੰਘ ਵਾਸੀ ਮਕਾਨ ਨੰ: 120 ਪੂਰੀ ਸਿਟਜ਼ਨ ਕੌਲਨੀ ਲੁਧਿਆਣਾ ਬਿਆਨ ਕਰਦਾ ਹਾਂ ਕਿ ਮੇਰੇ ਪੁੱਤਰ ਮੇਰੇ ਕਹਿਣੇ ਤੋਂ ਬਾਹਰ ਹਨ। <box>671 193 884 209</box>
notice-item: ਕਈ ਥਾਵਾਂ ਉੱਤੇ ਪ੍ਰਸ਼ਾਸਨ ਨੇ ਵਿਸ਼ੇਸ਼ ਟੈਂਕ ਵੀ ਬਣਵਾਏ ਹਨ ਜਿੱਥੇ ਪੂਜਾ ਸਮੱਗਰੀ ਪਾਈ ਜਾ ਸਕਦੀ ਹੈ। <box>1137 1362 1285 1376</box>
headline-sarkari-daktaran: ਸਰਕਾਰੀ ਡਾਕਟਰਾਂ ਦੀ... <box>342 669 496 690</box>
article-body-supreme-court <box>507 99 661 437</box>
notice-item: ◆ ਮੀਟਰ ਨੰਬਰ 7.5 ਤਰ੍ਹਾਂ ਪਾਵਰ ਦਾ ਮੀਟਰ ਕੁਨੈਕਸ਼ਨ ਨੰਬਰ 13-0932 ਸੀ ਜਿਸ ਦੀ ਅਦਾਇਗੀ ਬਕਾਇਆ ਹੈ। <box>671 643 884 651</box>
notice-item: ◆ ਮੈਂ ਜਸਵੰਤ ਕੌਰ ਪਤਨੀ ਸਵ. ਅਜੀਤ ਸਿੰਘ ਵਾਸੀ ਜਗਰਾਉਂ ਬਿਆਨ ਕਰਦੀ ਹਾਂ ਕਿ ਮੇਰੀ ਨੂੰਹ ਮੇਰੇ ਕਹਿਣੇ ਤੋਂ ਬਾਹਰ ਹੈ। <box>9 494 195 510</box>
notice-item: ◆ ਮੈਂ ਪਰਮਜੀਤ ਸਿੰਘ ਪੁੱਤਰ ਹਰਬੰਸ ਸਿੰਘ ਵਾਸੀ ਮਕਾਨ ਨੰ: 844, ਗਲੀ ਨੰਬਰ 5, ਡਿਪਟੀ ਕਾਲੋਨੀ ਬਿਆਨ ਕਰਦਾ ਹਾਂ ਕਿ ਮੇਰਾ ਲੜਕਾ ਕਹਿਣੇ ਤੋਂ ਬਾਹਰ ਹੈ, ਮੈਂ ਉਸਨੂੰ ਬੇਦਖਲ ਕਰਦਾ ਹਾਂ। <box>671 466 884 482</box>
article-body-mukh <box>206 125 332 607</box>
notice-item: ਉਹਨਾਂ ਕਿਹਾ ਕਿ ਜੇਕਰ ਸਮੇਂ ਸਿਰ ਇਸ ਉੱਤੇ ਰੋਕ ਨਾ ਲਗਾਈ ਗਈ ਤਾਂ ਆਉਣ ਵਾਲੀਆਂ ਪੀੜ੍ਹੀਆਂ ਲਈ ਸਾਫ ਪਾਣੀ ਦੀ ਵੱਡੀ ਸਮੱਸਿਆ ਖੜ੍ਹੀ ਹੋ ਜਾਵੇਗੀ। <box>200 1367 326 1389</box>
notice-item: ਮਾਹਿਰਾਂ ਦਾ ਕਹਿਣਾ ਹੈ ਕਿ ਜੇਕਰ ਸਮੇਂ ਸਿਰ ਇਹਨਾਂ ਮਸਲਿਆਂ ਦਾ ਹੱਲ ਨਾ ਕੱਢਿਆ ਗਿਆ ਤਾਂ ਆਉਣ ਵਾਲੇ ਸਮੇਂ ਵਿੱਚ ਹਾਲਾਤ ਹੋਰ ਵੀ ਖਰਾਬ ਹੋ ਸਕਦੇ ਹਨ। <box>206 368 332 390</box>
notice-item: 10 ਲੱਖ ਦੀ ਰਾਸ਼ੀ ਮਨਜ਼ੂਰ ਹੋਣ ਦੇ ਬਾਵਜੂਦ ਕੰਮ ਸ਼ੁਰੂ ਨਹੀਂ ਹੋਇਆ। <box>507 555 622 561</box>
notice-item: ਪ੍ਰਬੰਧਕਾਂ ਵੱਲੋਂ ਆਈਆਂ ਸੰਗਤਾਂ ਦਾ ਧੰਨਵਾਦ ਕੀਤਾ ਗਿਆ ਅਤੇ ਅਗਲੇ ਸਾਲ ਵੀ ਇਸੇ ਤਰ੍ਹਾਂ ਸਮਾਗਮ ਕਰਵਾਉਣ ਦਾ ਐਲਾਨ ਕੀਤਾ ਗਿਆ। <box>206 857 332 871</box>
column-safa-ik <box>206 74 332 1193</box>
notice-item: ਸਰਕਾਰ ਵੱਲੋਂ ਕੀਤੇ ਗਏ ਐਲਾਨਾਂ ਨੂੰ ਲੈ ਕੇ ਵਿਰੋਧੀ ਧਿਰਾਂ ਵੱਲੋਂ ਸਵਾਲ ਚੁੱਕੇ ਜਾ ਰਹੇ ਹਨ ਅਤੇ ਉਹਨਾਂ ਦਾ ਕਹਿਣਾ ਹੈ ਕਿ ਜੋ ਵਾਅਦੇ ਕੀਤੇ ਗਏ ਸਨ ਉਹ ਅਜੇ ਤੱਕ ਪੂਰੇ ਨਹੀਂ ਹੋਏ ਹਨ। <box>206 153 332 175</box>
notice-item: ਇਸ ਦੇ ਬਾਵਜੂਦ ਵੀ ਬਹੁਤੇ ਲੋਕ ਪੁਰਾਣੀ ਆਦਤ ਅਨੁਸਾਰ ਹੀ ਸਮਾਨ ਦਰਿਆ ਵਿੱਚ ਸੁੱਟ ਦਿੰਦੇ ਹਨ। <box>1137 1381 1285 1395</box>
notice-item: ਇਸ ਮੌਕੇ ਵੱਡੀ ਗਿਣਤੀ ਵਿੱਚ ਵਰਕਰਾਂ ਨੇ ਸ਼ਮੂਲੀਅਤ ਕੀਤੀ ਅਤੇ ਸਰਕਾਰ ਵਿਰੁੱਧ ਨਾਅਰੇਬਾਜ਼ੀ ਕੀਤੀ। <box>507 794 661 808</box>
notice-item: ਸ਼ਰਧਾਲੂਆਂ ਨੇ ਸੰਗਤ ਦੇ ਰੂਪ ਵਿੱਚ ਹਾਜ਼ਰੀ ਭਰੀ ਅਤੇ ਗੁਰਬਾਣੀ ਦਾ ਜਾਪ ਕੀਤਾ। ਇਸ ਮੌਕੇ ਵਿਸ਼ੇਸ਼ ਦੀਵਾਨ ਸਜਾਏ ਗਏ ਅਤੇ ਰਾਗੀ ਜਥਿਆਂ ਵੱਲੋਂ ਕੀਰਤਨ ਕੀਤਾ ਗਿਆ। <box>206 637 332 659</box>
feature-article <box>200 1198 1285 1787</box>
notice-item: ਪਟੀਸ਼ਨਰ ਵੱਲੋਂ ਪੇਸ਼ ਹੋਏ ਵਕੀਲ ਨੇ ਦਲੀਲ ਦਿੱਤੀ ਕਿ ਸੰਵਿਧਾਨ ਦੀ ਧਾਰਾ ਤਹਿਤ ਮਿਲੇ ਅਧਿਕਾਰਾਂ ਦੀ ਉਲੰਘਣਾ ਹੋ ਰਹੀ ਹੈ। <box>507 384 661 398</box>
notice-item: ਡਾਕਟਰਾਂ ਦੀ ਜਥੇਬੰਦੀ ਵੱਲੋਂ ਸਰਕਾਰ ਤੋਂ ਮੰਗ ਕੀਤੀ ਗਈ ਹੈ ਕਿ ਖਾਲੀ ਅਸਾਮੀਆਂ ਤੁਰੰਤ ਭਰੀਆਂ ਜਾਣ ਅਤੇ ਸੁਰੱਖਿਆ ਦੇ ਪੁਖਤਾ ਪ੍ਰਬੰਧ ਕੀਤੇ ਜਾਣ। <box>342 712 496 726</box>
notice-item: ਵੈਨਕੂਵਰ ਆਧਾਰਿਤ ਦੀ ਪ੍ਰਮੁੱਖ ਵੱਡੀ ਸੰਸਟਰੀਟ ਨੇ ਦੱਸਿਆ ਕਿ ਉਸ ਵੱਲੋਂ ਇਸ ਸਬੰਧੀ ਜਾਣਕਾਰੀ ਸਾਂਝੀ ਕੀਤੀ ਗਈ ਹੈ ਜਿਸ ਵਿੱਚ 20 ਮਾਰਚ ਜਿਮਖਾਨੇ ਨੂੰ ਪ੍ਰਸ਼ਾਸ਼ਨ ਵੱਲੋਂ ਹੀ ਇਹ ਜੋ ਬਾਕਾਇਦਾ ਨਾਲ ਮਨਜ਼ੂਰੀ ਦਿੱਤੀ ਗਈ ਸੀ। <box>342 193 496 215</box>
notice-item: ਪ੍ਰਸ਼ਾਸਨ ਨੇ ਲੋਕਾਂ ਨੂੰ ਅਪੀਲ ਕੀਤੀ ਹੈ ਕਿ ਉਹ ਪੂਜਾ ਸਮੱਗਰੀ ਨੂੰ ਨਿਰਧਾਰਤ ਥਾਵਾਂ ਉੱਤੇ ਹੀ ਸੁੱਟਣ ਅਤੇ ਪਾਣੀ ਨੂੰ ਗੰਦਾ ਹੋਣ ਤੋਂ ਬਚਾਉਣ ਵਿੱਚ ਸਹਿਯੋਗ ਦੇਣ। <box>200 1577 326 1599</box>
notice-item: ਸ਼ਰਧਾਲੂਆਂ ਨੇ ਸੰਗਤ ਦੇ ਰੂਪ ਵਿੱਚ ਹਾਜ਼ਰੀ ਭਰੀ ਅਤੇ ਗੁਰਬਾਣੀ ਦਾ ਜਾਪ ਕੀਤਾ। ਇਸ ਮੌਕੇ ਵਿਸ਼ੇਸ਼ ਦੀਵਾਨ ਸਜਾਏ ਗਏ ਅਤੇ ਰਾਗੀ ਜਥਿਆਂ ਵੱਲੋਂ ਕੀਰਤਨ ਕੀਤਾ ਗਿਆ। <box>206 876 332 898</box>
notice-item: ਲੁਧਿਆਣਾ 3 ਸਤੰਬਰ (ਸਤਿੰਦਰ ਸਿੰਘ) ਪੁਰਾਣੇ ਇਹ ਮੰਨਣ ਵਾਲੀ ਹੈ ਕਿ ਸਾਡੇ ਸਮਾਜ ਵਿੱਚ ਕਈ ਤਰ੍ਹਾਂ ਦੇ ਰਿਵਾਜ ਪ੍ਰਚਲਿਤ ਹਨ ਜਿਨ੍ਹਾਂ ਨੂੰ ਲੋਕ ਅੰਨ੍ਹੇਵਾਹ ਮੰਨਦੇ ਆ ਰਹੇ ਹਨ। <box>200 1458 326 1481</box>
notice-item: ਇਸ ਸਬੰਧੀ ਸਿਹਤ ਮੰਤਰੀ ਨੇ ਭਰੋਸਾ ਦਿੱਤਾ ਹੈ ਕਿ ਮਾਮਲੇ ਦੀ ਜਾਂਚ ਕਰਕੇ ਜਲਦ ਹੀ ਢੁੱਕਵੀਂ ਕਾਰਵਾਈ ਕੀਤੀ ਜਾਵੇਗੀ। <box>342 731 496 745</box>
notice-item: ਮੌਜੂਦੀ ਅਥਾਰਿਟੀ ਕੰਸਾਰੈਕਟ ਆਥਰਾਈਜ਼ ਨੋਟਿਸ ਅਮਰੀ ਵੱਲੋਂ ਆਪਣੀ ਨਹੀਂ ਕੋਈ ਨੀਤੀ ਸਪਸ਼ਟ ਕੀਤੀ ਹੈ। ਇਸ ਨੂੰ ਲੈ ਕੇ ਵਿਵਾਦ ਖੜ੍ਹਾ ਹੋ ਗਿਆ ਹੈ। <box>342 404 496 418</box>
notice-item: ◆ ਮੈਂ ਸੰਤੋਖ ਸਿੰਘ ਪੁੱਤਰ ਬੰਤਾ ਸਿੰਘ ਵਾਸੀ ਪਿੰਡ ਚੱਕ ਭਾਈ ਕਾ ਬਿਆਨ ਕਰਦਾ ਹਾਂ ਕਿ ਮੇਰਾ ਲੜਕਾ ਮੇਰੇ ਕਹਿਣੇ ਤੋਂ ਬਾਹਰ ਹੈ। <box>9 833 195 849</box>
notice-item: ◆ ਮੈਂ ਬਲਵਿੰਦਰ ਕੌਰ ਪਤਨੀ ਸਵ. ਹਰਬੰਸ ਸਿੰਘ ਵਾਸੀ ਮਕਾਨ ਨੰ: 234-ਈ, ਪੱਖ ਕਾਲੋਨੀ, ਵਾਰਡ ਨੰਬਰ 14, ਜਗਰਾਉਂ ਬਿਆਨ ਕਰਦੀ ਹਾਂ ਕਿ ਮੇਰੇ ਪੁੱਤਰ ਤੇ ਨੂੰਹ ਮੇਰੇ ਕਹਿਣੇ ਤੋਂ ਬਾਹਰ ਹਨ। <box>9 757 195 772</box>
page-footer: Printer and Publisher Rishabdeep Singh on behalf of Pehredar Social Welfare Society Red. 230/2008-2009 Printed at: Impression Printing & Packaging (Ltd.) Plot No. 22 Phase-2 industrial Area Panchkula (Haryana) 134109 & Published From Pehredar 1731, Near Railway Phatak Tehsil road Jagraon (Ludhiana.) 142026 <box>9 1795 1503 1817</box>
notice-item: ◆ ਮੈਂ ਗੁਰਮੇਲ ਕੌਰ ਪਤਨੀ ਸਵ. ਜਰਨੈਲ ਸਿੰਘ ਵਾਸੀ ਪਿੰਡ ਕਮਾਲਪੁਰਾ ਤਹਿਸੀਲ ਪਾਇਲ ਜਿਲ੍ਹਾ ਲੁਧਿਆਣਾ ਬਿਆਨ ਕਰਦੀ ਹਾਂ ਕਿ ਮੇਰਾ ਪੁੱਤਰ ਮੇਰੇ ਕਹਿਣੇ ਤੋਂ ਬਾਹਰ ਹੈ। <box>9 144 195 160</box>
notice-item: 12 ਦਵਾਈਆਂ ਦੀ ਸੂਚੀ ਜਾਰੀ ਕੀਤੀ ਗਈ ਹੈ ਜਿਨ੍ਹਾਂ ਦੀਆਂ ਕੀਮਤਾਂ ਵਿੱਚ ਕਮੀ ਕੀਤੀ ਗਈ ਹੈ। <box>342 647 496 661</box>
article-body-daktaran <box>342 693 496 861</box>
notice-item: ਪੰਜਾਬ ਸੂਬੇ ਦੀ ਸਿਆਸਤ ਨਵੀਂ ਇੱਕ ਵਾਰ ਫਿਰ ਗਰਮਾਉਂਦੀ ਨਜ਼ਰ ਆ ਰਹੀ ਹੈ। ਬੀਤੇ ਦਿਨਾਂ ਦੌਰਾਨ ਜਿਸ ਤਰ੍ਹਾਂ ਦੇ ਹਾਲਾਤ ਬਣੇ ਹਨ ਉਹ ਸਾਰੇ ਮੁੱਦਿਆਂ ਨੂੰ ਲੈ ਕੇ ਚਰਚਾ ਦਾ ਵਿਸ਼ਾ ਬਣੇ ਹਨ। <box>206 448 332 471</box>
article-body-bhera <box>206 810 332 937</box>
notice-item: ਸੁਪਰੀਮ ਕੋਰਟ ਨੇ ਇਸ ਮਾਮਲੇ ਦੀ ਸੁਣਵਾਈ ਕਰਦਿਆਂ ਕਿਹਾ ਕਿ ਕਾਨੂੰਨ ਸਭ ਲਈ ਬਰਾਬਰ ਹੈ ਅਤੇ ਕਿਸੇ ਨਾਲ ਵੀ ਵਿਤਕਰਾ ਨਹੀਂ ਕੀਤਾ ਜਾ ਸਕਦਾ। <box>507 99 661 113</box>
notice-item: ਇਸ ਮੌਕੇ ਸਮਾਜ ਸੇਵੀ ਸੰਸਥਾਵਾਂ ਨੇ ਵੀ ਸਫਾਈ ਮੁਹਿੰਮ ਚਲਾਈ ਅਤੇ ਲੋਕਾਂ ਨੂੰ ਜਾਗਰੂਕ ਕੀਤਾ। <box>200 1769 326 1783</box>
notice-item: ਇਸ ਪਿੰਡ ਦੇ ਵਸਨੀਕਾਂ ਵੱਲੋਂ ਲੰਮੇ ਸਮੇਂ ਤੋਂ ਬੁਨਿਆਦੀ ਸਹੂਲਤਾਂ ਦੀ ਮੰਗ ਕੀਤੀ ਜਾ ਰਹੀ ਹੈ ਪਰ ਅਜੇ ਤੱਕ ਕੋਈ ਕਾਰਵਾਈ ਨਹੀਂ ਹੋਈ। <box>507 516 661 530</box>
notice-item: ਇਸ ਮੌਕੇ ਬੁਲਾਰਿਆਂ ਨੇ ਕਿਹਾ ਕਿ ਪ੍ਰਵਾਸੀ ਪੰਜਾਬੀ ਆਪਣੇ ਵਿਰਸੇ ਨਾਲ ਜੁੜੇ ਹੋਏ ਹਨ ਅਤੇ ਨਵੀਂ ਪੀੜ੍ਹੀ ਨੂੰ ਵੀ ਆਪਣੀ ਮਾਂ ਬੋਲੀ ਨਾਲ ਜੋੜਨ ਦੇ ਯਤਨ ਕੀਤੇ ਜਾ ਰਹੇ ਹਨ। <box>206 1077 332 1099</box>
notice-item: ਪੰਜਾਬ ਸੂਬੇ ਦੀ ਸਿਆਸਤ ਨਵੀਂ ਇੱਕ ਵਾਰ ਫਿਰ ਗਰਮਾਉਂਦੀ ਨਜ਼ਰ ਆ ਰਹੀ ਹੈ। ਬੀਤੇ ਦਿਨਾਂ ਦੌਰਾਨ ਜਿਸ ਤਰ੍ਹਾਂ ਦੇ ਹਾਲਾਤ ਬਣੇ ਹਨ ਉਹ ਸਾਰੇ ਮੁੱਦਿਆਂ ਨੂੰ ਲੈ ਕੇ ਚਰਚਾ ਦਾ ਵਿਸ਼ਾ ਬਣੇ ਹਨ। <box>206 126 332 148</box>
notice-item: ◆ ਮੈਂ, ਸ਼ਾਮ ਸਿੰਘ ਵੱਲੋਂ ਪੁਰਾਣੀ ਰਜਿਸਟਰੀ ਜਿਸ ਦਾ ਪਾਸਪੋਰਟ ਨੰਬਰ A1704025 ਅਤੇ ਵਹੀਕਲ ਨੰਬਰ 02-10-1996 ਦਰਜ 09-10-2006 ਵਾਲੀ ਕਾਰਵਾਈ ਸਬੰਧੀ ਸੂਚਨਾ ਦਿੱਤੀ ਜਾਂਦੀ ਹੈ ਕਿ ਮੇਰਾ ਨਾਮ Gurbax Singh ਦਰਜ ਹੈ ਜੋ ਕਿ ਸਹੀ ਹੈ ਅਤੇ ਮੇਰਾ ਨਾਮ Gurbax Singh ਜਾਣਿਆ ਜਾਵੇ। <box>671 720 884 744</box>
photo-caption: ਗਿੱਲੂ ਨੂੰ ਦੇ ਸ਼ਾਹਿ ਇੱਲੀਆਂ ' ਦੇ ਸ਼ੀਸ਼ਾ' ਦੇ ਨੇੜੇ ' ਦੇ ਅੰਦਰ ਹੈ ਕੋਈ ਖੜੀ ਪਾਣੀ ਦਾ ਪਾਣੀ ਦਾ <box>642 1534 821 1541</box>
notice-item: ਅਦਾਲਤ ਨੇ ਸਬੰਧਤ ਧਿਰਾਂ ਨੂੰ ਨੋਟਿਸ ਜਾਰੀ ਕਰਦਿਆਂ ਅਗਲੀ ਸੁਣਵਾਈ ਦੀ ਤਰੀਕ ਤੈਅ ਕੀਤੀ ਹੈ ਅਤੇ ਜਵਾਬ ਦਾਖਲ ਕਰਨ ਲਈ ਕਿਹਾ ਹੈ। <box>507 118 661 132</box>
notice-item: ◆ ਮੈਂ ਰਜਿੰਦਰ ਕੌਰ ਪਤਨੀ ਸਵ. ਜਸਵੰਤ ਸਿੰਘ ਵਾਸੀ ਮਕਾਨ ਨੰ: 173, ਗਲੀ ਨੰਬਰ 6, ਬਿਆਨ ਕਰਦੀ ਹਾਂ ਕਿ ਮੇਰੀ ਨੂੰਹ ਕਹਿਣੇ ਤੋਂ ਬਾਹਰ ਹੈ। <box>9 1174 195 1190</box>
notice-item: ਪ੍ਰਬੰਧਕਾਂ ਵੱਲੋਂ ਆਈਆਂ ਸੰਗਤਾਂ ਦਾ ਧੰਨਵਾਦ ਕੀਤਾ ਗਿਆ ਅਤੇ ਅਗਲੇ ਸਾਲ ਵੀ ਇਸੇ ਤਰ੍ਹਾਂ ਸਮਾਗਮ ਕਰਵਾਉਣ ਦਾ ਐਲਾਨ ਕੀਤਾ ਗਿਆ। <box>206 921 332 936</box>
notice-item: ਕਈ ਥਾਵਾਂ ਉੱਤੇ ਪ੍ਰਸ਼ਾਸਨ ਨੇ ਵਿਸ਼ੇਸ਼ ਟੈਂਕ ਵੀ ਬਣਵਾਏ ਹਨ ਜਿੱਥੇ ਪੂਜਾ ਸਮੱਗਰੀ ਪਾਈ ਜਾ ਸਕਦੀ ਹੈ। <box>1137 1487 1285 1501</box>
notice-item: ਇਸ ਪਿੰਡ ਦੇ ਵਸਨੀਕਾਂ ਵੱਲੋਂ ਲੰਮੇ ਸਮੇਂ ਤੋਂ ਬੁਨਿਆਦੀ ਸਹੂਲਤਾਂ ਦੀ ਮੰਗ ਕੀਤੀ ਜਾ ਰਹੀ ਹੈ ਪਰ ਅਜੇ ਤੱਕ ਕੋਈ ਕਾਰਵਾਈ ਨਹੀਂ ਹੋਈ। <box>507 467 661 482</box>
notice-item: ਪਿੰਡ ਵਾਸੀਆਂ ਨੇ ਕਿਹਾ ਕਿ ਜੇਕਰ ਜਲਦ ਹੀ ਉਹਨਾਂ ਦੀਆਂ ਮੰਗਾਂ ਨਾ ਮੰਨੀਆਂ ਗਈਆਂ ਤਾਂ ਉਹ ਸੰਘਰਸ਼ ਕਰਨ ਲਈ ਮਜਬੂਰ ਹੋਣਗੇ। <box>507 585 661 599</box>
feature-columns <box>200 1293 1285 1788</box>
notice-item: ਇਸ ਮਾਮਲੇ ਵਿੱਚ ਕੇਂਦਰ ਸਰਕਾਰ ਵੱਲੋਂ ਵੀ ਆਪਣਾ ਪੱਖ ਰੱਖਿਆ ਗਿਆ ਅਤੇ ਕਿਹਾ ਗਿਆ ਕਿ ਸਾਰੇ ਨਿਯਮਾਂ ਦੀ ਪਾਲਣਾ ਕੀਤੀ ਜਾ ਰਹੀ ਹੈ। <box>507 288 661 303</box>
notice-item: ਪਿਛਲੇ ਕਈ ਸਾਲਾਂ ਤੋਂ ਇਹ ਸਿਲਸਿਲਾ ਜਾਰੀ ਹੈ ਅਤੇ ਹੁਣ ਇਸ ਨੂੰ ਰੋਕਣ ਦੀ ਲੋੜ ਹੈ। <box>1137 1457 1280 1463</box>
notice-item: 12 ਦਵਾਈਆਂ ਦੀ ਸੂਚੀ ਜਾਰੀ ਕੀਤੀ ਗਈ ਹੈ ਜਿਨ੍ਹਾਂ ਦੀਆਂ ਕੀਮਤਾਂ ਵਿੱਚ ਕਮੀ ਕੀਤੀ ਗਈ ਹੈ। <box>342 534 496 548</box>
column-divider <box>200 74 201 1193</box>
notice-item: ◆ ਮੈਂ ਜਸਪਾਲ ਸਿੰਘ ਪੁੱਤਰ ਮਹਿੰਦਰ ਸਿੰਘ ਵਾਸੀ ਪਿੰਡ ਧਾਲੀਵਾਲ ਕਲਾਂ ਬਿਆਨ ਕਰਦਾ ਹਾਂ ਕਿ ਮੇਰਾ ਲੜਕਾ ਮੇਰੇ ਕਹਿਣੇ ਵਿੱਚ ਨਹੀਂ ਹੈ। <box>9 229 195 244</box>
section-header-nilami: ਨਿਲਾਮੀ ਸੂਚਨਾ <box>671 885 884 906</box>
notice-item: ◆ ਸਬੰਧਤ ਖਪਤਕਾਰ ਆਪਣੀ ਬਕਾਇਆ ਰਾਸ਼ੀ ਜਮ੍ਹਾਂ ਕਰਵਾ ਕੇ ਮੁੜ ਕੁਨੈਕਸ਼ਨ ਚਾਲੂ ਕਰਵਾ ਸਕਦੇ ਹਨ। <box>671 621 884 629</box>
notice-item: ਅਜਿਹੇ ਰਿਵਾਜਾਂ ਕਾਰਨ ਸਾਡੇ ਦਰਿਆਵਾਂ ਅਤੇ ਨਹਿਰਾਂ ਦਾ ਪਾਣੀ ਲਗਾਤਾਰ ਗੰਦਾ ਹੋ ਰਿਹਾ ਹੈ। ਲੋਕ ਪੂਜਾ ਸਮੱਗਰੀ, ਫੁੱਲ, ਕੱਪੜੇ ਅਤੇ ਹੋਰ ਸਮਾਨ ਪਾਣੀ ਵਿੱਚ ਸੁੱਟ ਦਿੰਦੇ ਹਨ। <box>200 1321 326 1343</box>
column-divider <box>1130 1293 1131 1788</box>
notice-item: ◆ ਮੀਟਰ ਨੰਬਰ 064119 ਵਾਲੇ ਖਪਤਕਾਰ ਨੂੰ ਅਪੀਲ ਕੀਤੀ ਜਾਂਦੀ ਹੈ ਕਿ ਉਹ ਤੁਰੰਤ ਸੰਪਰਕ ਕਰਨ। <box>671 561 884 569</box>
page-number: 7 <box>1432 8 1503 64</box>
notice-item: ◆ ਮੈਂ ਮਨਜੀਤ ਕੌਰ ਪਤਨੀ ਸਵ. ਗੁਰਦੇਵ ਸਿੰਘ ਵਾਸੀ ਜਗਰਾਉਂ ਬਿਆਨ ਕਰਦੀ ਹਾਂ ਕਿ ਮੇਰੀ ਨੂੰਹ ਮੇਰੇ ਕਹਿਣੇ ਤੋਂ ਬਾਹਰ ਹੈ। <box>671 417 884 425</box>
notice-item: ◆ ਮੈਂ ਰਾਜਿੰਦਰ ਸਿੰਘ ਪੁੱਤਰ ਸ਼ਾਮ ਸਿੰਘ ਵਾਸੀ ਮਕਾਨ ਨੰਬਰ 145 ਮੁਹੱਲਾ ਸੁੰਦਰ ਨਗਰ ਲੁਧਿਆਣਾ ਬਿਆਨ ਕਰਦਾ ਹਾਂ ਕਿ ਮੇਰਾ ਪੁੱਤਰ ਅਤੇ ਨੂੰਹ ਮੇਰੇ ਕਹਿਣੇ ਤੋਂ ਬਾਹਰ ਹਨ, ਮੈਂ ਉਹਨਾਂ ਨੂੰ ਚੱਲ ਅਚੱਲ ਜਾਇਦਾਦ ਤੋਂ ਬੇਦਖਲ ਕਰਦਾ ਹਾਂ। <box>9 163 195 187</box>
photo-person <box>700 1351 734 1445</box>
notice-item: ◆ ਮੈਂ ਜਸਵਿੰਦਰ ਸਿੰਘ ਪੁੱਤਰ ਬਲਦੇਵ ਸਿੰਘ ਵਾਸੀ ਮਕਾਨ ਨੰ: 144/1, ਗਲੀ ਨੰਬਰ 5, ਬਿਆਨ ਕਰਦਾ ਹਾਂ ਕਿ ਮੇਰਾ ਪੁੱਤਰ ਮੇਰੇ ਕਹਿਣੇ ਤੋਂ ਬਾਹਰ ਹੈ। <box>671 447 884 463</box>
notice-item: ਮਾਹਿਰਾਂ ਦਾ ਕਹਿਣਾ ਹੈ ਕਿ ਜੇਕਰ ਸਮੇਂ ਸਿਰ ਇਹਨਾਂ ਮਸਲਿਆਂ ਦਾ ਹੱਲ ਨਾ ਕੱਢਿਆ ਗਿਆ ਤਾਂ ਆਉਣ ਵਾਲੇ ਸਮੇਂ ਵਿੱਚ ਹਾਲਾਤ ਹੋਰ ਵੀ ਖਰਾਬ ਹੋ ਸਕਦੇ ਹਨ। <box>206 530 332 552</box>
notice-item: ◆ ਮੈਂ ਗੁਰਮੀਤ ਸਿੰਘ ਪੁੱਤਰ ਜੋਗਿੰਦਰ ਸਿੰਘ ਵਾਸੀ ਪਿੰਡ ਲੰਗ ਬਿਆਨ ਕਰਦਾ ਹਾਂ ਕਿ ਮੇਰਾ ਲੜਕਾ ਮੇਰੇ ਕਹਿਣੇ ਤੋਂ ਬਾਹਰ ਹੈ। <box>9 380 195 396</box>
notice-item: ◆ ਇਹ ਸਾਰੇ ਕੁਨੈਕਸ਼ਨ ਧਾਰਕਾਂ ਨੂੰ ਸੂਚਿਤ ਕੀਤਾ ਜਾਂਦਾ ਹੈ ਕਿ ਮੀਟਰ ਨੰ: 4129 ਵਾਲਿਆਂ ਦਾ ਕਨੈਕਸ਼ਨ ਅਦਾਇਗੀ ਨਾ ਹੋਣ ਕਾਰਨ ਕੱਟ ਦਿੱਤਾ ਗਿਆ ਹੈ। <box>671 509 884 525</box>
notice-item: ◆ ਮੈਂ ਗੁਰਮੇਲ ਸਿੰਘ ਪੁੱਤਰ ਸ. ਅਮਰ ਸਿੰਘ ਵਾਸੀ ਪਿੰਡ ਰਾਏਕੋਟ ਜਿਲ੍ਹਾ ਲੁਧਿਆਣਾ ਬਿਆਨ ਕਰਦਾ ਹਾਂ ਕਿ ਮੇਰਾ ਲੜਕਾ ਅਤੇ ਉਸਦੀ ਪਤਨੀ ਮੇਰੇ ਕਹਿਣੇ ਤੋਂ ਬਾਹਰ ਹਨ। <box>671 311 884 326</box>
headline-rahul-gandhi: ਰਾਹੁਲ ਗਾਂਧੀ ਦੇ ... <box>507 617 661 638</box>
article-body-jeevan-singh <box>507 467 661 612</box>
notice-item: ◆ ਮੈਂ ਰਣਜੀਤ ਕੌਰ ਪਤਨੀ ਮੋਹਨ ਸਿੰਘ ਵਾਸੀ ਜਗਰਾਉਂ ਬਿਆਨ ਕਰਦੀ ਹਾਂ ਕਿ ਮੇਰਾ ਪੁੱਤਰ ਮੇਰੇ ਕਹਿਣੇ ਤੋਂ ਬਾਹਰ ਹੈ ਅਤੇ ਜੋ ਕਿਸੇ ਨਾਲ ਲੈਣ ਦੇਣ ਕਰੇਗਾ ਉਸਦਾ ਆਪ ਜਿੰਮੇਵਾਰ ਹੋਵੇਗਾ। <box>9 909 195 925</box>
notice-item: ◆ ਮੈਂ ਗੁਰਦੀਪ ਸਿੰਘ ਪੁੱਤਰ ਮੋਹਨ ਸਿੰਘ ਵਾਸੀ ਮਕਾਨ ਨੰ: 491/2, ਸਰਾਭਾ ਨਗਰ ਬਿਆਨ ਕਰਦਾ ਹਾਂ ਕਿ ਮੇਰਾ ਲੜਕਾ ਅਤੇ ਨੂੰਹ ਮੇਰੇ ਕਹਿਣੇ ਤੋਂ ਬਾਹਰ ਹਨ ਮੈਂ ਉਹਨਾਂ ਨੂੰ ਬੇਦਖਲ ਕਰਦਾ ਹਾਂ। <box>9 589 195 605</box>
notice-item: ਸਮਾਗਮ ਦੌਰਾਨ ਅਟੁੱਟ ਲੰਗਰ ਵਰਤਾਇਆ ਗਿਆ ਅਤੇ ਸੰਗਤਾਂ ਨੇ ਵੱਡੀ ਗਿਣਤੀ ਵਿੱਚ ਸ਼ਮੂਲੀਅਤ ਕੀਤੀ। <box>206 729 332 743</box>
article-body-australia <box>206 984 332 1111</box>
notice-item: ਪਟੀਸ਼ਨਰ ਵੱਲੋਂ ਪੇਸ਼ ਹੋਏ ਵਕੀਲ ਨੇ ਦਲੀਲ ਦਿੱਤੀ ਕਿ ਸੰਵਿਧਾਨ ਦੀ ਧਾਰਾ ਤਹਿਤ ਮਿਲੇ ਅਧਿਕਾਰਾਂ ਦੀ ਉਲੰਘਣਾ ਹੋ ਰਹੀ ਹੈ। <box>507 270 661 284</box>
notice-item: ◆ ਮੀਟਰ ਨੰਬਰ (P.05/0635-XH) ਵਾਲਾ ਕਨੈਕਸ਼ਨ ਵੀ ਇਸੇ ਕਾਰਨ ਕਰਕੇ ਕੱਟਿਆ ਗਿਆ ਹੈ। <box>671 632 884 640</box>
notice-item: ◆ ਮੀਟਰ ਨੰਬਰ 15/14 ਸਬੰਧੀ ਜਾਣਕਾਰੀ ਲਈ ਦਫ਼ਤਰ ਵਿੱਚ ਸੰਪਰਕ ਕੀਤਾ ਜਾ ਸਕਦਾ ਹੈ। <box>671 666 884 674</box>
notice-item: ◆ ਮੈਂ, ਨਿਰਮਲ ਸਿੰਘ ਪੁੱਤਰ ਬੀਰਾ ਸਿੰਘ ਵਾਸੀ ਪਿੰਡ ਚੱਕਰ ਬਿਆਨ ਕਰਦਾ ਹਾਂ ਕਿ ਮੇਰਾ ਲੜਕਾ ਅਤੇ ਨੂੰਹ ਮੇਰੇ ਕਹਿਣੇ ਤੋਂ ਬਾਹਰ ਹਨ। <box>9 475 195 491</box>
inset-text: ਜਿਹੇ ਇਹ ਦਿਨ ਲੰਘੀ ਇਹ ਮਨਾਉਂ ਦੀ ਹੈ ਦੇ ਵਾਤਾਵਰਣ ਵੱਲ ਲੋੜ ਹੁੰਦੀ ਹੈ ਪਰ ਅੱਜ ਕਾਰਨ ਵਿੱਚ ਜੋ ਵੀ ਹੈ ਮੌਕਾ ਹੈ ਕਿ ਸਾਡੇ ਦੇਸ਼ ਵਿੱਚ ਕਈ ਤਰ੍ਹਾਂ ਦੇ ਰਿਵਾਜ ਪਰੰਪਰਾ ਹਨ ਜਿਨ੍ਹਾਂ ਨਾਲ ਪਾਣੀ ਗੰਦਾ ਹੁੰਦਾ ਹੈ। <box>1141 1561 1281 1583</box>
newspaper-title: ਪਹਿਰੇਦਾਰ <box>17 9 156 50</box>
notice-item: ◆ ਮੈਂ ਹਰਦੇਵ ਸਿੰਘ ਪੁੱਤਰ ਬੰਤਾ ਸਿੰਘ ਵਾਸੀ ਜਗਰਾਉਂ ਬਿਆਨ ਕਰਦਾ ਹਾਂ ਕਿ ਮੇਰਾ ਪੁੱਤਰ ਅਤੇ ਨੂੰਹ ਮੇਰੇ ਕਹਿਣੇ ਤੋਂ ਬਾਹਰ ਹਨ। <box>671 972 884 980</box>
notice-item: ਸਾਲ 2021 ਤੋਂ ਸੰਬੰਧਤ ਹੋਣ ਕਾਰਨ ਇਹ ਮਾਮਲਾ ਹੋਰ ਵੀ ਗੰਭੀਰ ਬਣ ਗਿਆ ਹੈ ਅਤੇ ਜਾਂਚ ਏਜੰਸੀਆਂ ਵੱਲੋਂ ਇਸ ਦੀ ਘੋਖ ਕੀਤੀ ਜਾ ਰਹੀ ਹੈ। <box>342 358 496 372</box>
notice-item: ਸਮਾਗਮ ਦੌਰਾਨ ਅਟੁੱਟ ਲੰਗਰ ਵਰਤਾਇਆ ਗਿਆ ਅਤੇ ਸੰਗਤਾਂ ਨੇ ਵੱਡੀ ਗਿਣਤੀ ਵਿੱਚ ਸ਼ਮੂਲੀਅਤ ਕੀਤੀ। <box>206 902 332 917</box>
notice-item: ਮਾਹਿਰਾਂ ਨੇ ਕਿਹਾ ਕਿ ਪਾਣੀ ਦੀ ਸ਼ੁੱਧਤਾ ਬਣਾਈ ਰੱਖਣ ਲਈ ਹਰ ਨਾਗਰਿਕ ਦੀ ਜ਼ਿੰਮੇਵਾਰੀ ਬਣਦੀ ਹੈ। <box>1137 1438 1285 1452</box>
feature-photo <box>340 1293 1124 1530</box>
notice-item: ਇਸ ਦੇ ਨਾਲ ਹੀ ਕਈ ਜਥੇਬੰਦੀਆਂ ਵੱਲੋਂ ਵੀ ਆਪਣੀਆਂ ਮੰਗਾਂ ਨੂੰ ਲੈ ਕੇ ਰੋਸ ਪ੍ਰਦਰਸ਼ਨ ਕੀਤੇ ਜਾ ਰਹੇ ਹਨ। ਇਹਨਾਂ ਪ੍ਰਦਰਸ਼ਨਾਂ ਕਾਰਨ ਆਮ ਲੋਕਾਂ ਨੂੰ ਵੀ ਕਾਫੀ ਪਰੇਸ਼ਾਨੀ ਦਾ ਸਾਹਮਣਾ ਕਰਨਾ ਪੈ ਰਿਹਾ ਹੈ। <box>206 502 332 525</box>
notice-item: ◆ ਮੈਂ ਪਰਮਜੀਤ ਕੌਰ ਪਤਨੀ ਸਵ. ਸੁਰਜੀਤ ਸਿੰਘ ਵਾਸੀ ਪਿੰਡ ਸਿੱਧਵਾਂ ਖੁਰਦ ਬਿਆਨ ਕਰਦੀ ਹਾਂ ਕਿ ਮੇਰਾ ਪੁੱਤਰ ਮੇਰੇ ਕਹਿਣੇ ਤੋਂ ਬਾਹਰ ਹੈ। <box>9 1118 195 1133</box>
feature-inset-box <box>1137 1544 1285 1588</box>
notice-item: ਇਹ ਨੇ ਜੋ ਮੌਜੂਦਾ ਨੋਟਿਸ ਮਿਲਿਆ ਹੈ ਉਸ ਨੇ ਬਾਅਦ ਵਿੱਚ ਮੌਜਦਾ ਕੀ ਵਕਤ ਆਕਰੀਕਰਨ ਦੇ ਰਹੇ ਹਨ। ਸਬੰਧਤ ਵਿਭਾਗ ਵੱਲੋਂ ਇਸ ਬਾਰੇ ਜਾਣਕਾਰੀ ਦਿੱਤੀ ਗਈ। <box>342 495 496 509</box>
notice-item: ਧਾਰਮਿਕ ਆਗੂਆਂ ਨੇ ਵੀ ਲੋਕਾਂ ਨੂੰ ਅਪੀਲ ਕੀਤੀ ਕਿ ਉਹ ਵਾਤਾਵਰਣ ਦੀ ਸੰਭਾਲ ਵਿੱਚ ਯੋਗਦਾਨ ਪਾਉਣ। <box>1137 1343 1285 1357</box>
notice-item: ◆ ਮੈਂ ਦਲਜੀਤ ਸਿੰਘ ਪੁੱਤਰ ਜਗੀਰ ਸਿੰਘ ਵਾਸੀ ਪਿੰਡ ਹਠੂਰ ਬਿਆਨ ਕਰਦਾ ਹਾਂ ਕਿ ਮੇਰਾ ਲੜਕਾ ਤੇ ਨੂੰਹ ਮੇਰੇ ਕਹਿਣੇ ਤੋਂ ਬਾਹਰ ਹਨ, ਮੈਂ ਉਹਨਾਂ ਨੂੰ ਬੇਦਖਲ ਕਰਦਾ ਹਾਂ। <box>9 871 195 887</box>
article-body-rahul-gandhi <box>507 641 661 865</box>
notice-item: ◆ ਮੈਂ ਸੁਖਦੇਵ ਸਿੰਘ ਪੁੱਤਰ ਅਮਰ ਸਿੰਘ ਵਾਸੀ ਵਾਰਡ ਨੰਬਰ 8, ਅਹਿਮਦਗੜ੍ਹ ਬਿਆਨ ਕਰਦਾ ਹਾਂ ਕਿ ਮੇਰਾ ਲੜਕਾ ਮੇਰੇ ਕਹਿਣੇ ਤੋਂ ਬਾਹਰ ਹੈ, ਮੈਂ ਉਸਨੂੰ ਆਪਣੀ ਚੱਲ ਅਤੇ ਅਚੱਲ ਜਾਇਦਾਦ ਤੋਂ ਬੇਦਖਲ ਕਰਦਾ ਹਾਂ। <box>9 125 195 141</box>
notice-item: ਇਸ ਮੌਕੇ ਬੁਲਾਰਿਆਂ ਨੇ ਕਿਹਾ ਕਿ ਪ੍ਰਵਾਸੀ ਪੰਜਾਬੀ ਆਪਣੇ ਵਿਰਸੇ ਨਾਲ ਜੁੜੇ ਹੋਏ ਹਨ ਅਤੇ ਨਵੀਂ ਪੀੜ੍ਹੀ ਨੂੰ ਵੀ ਆਪਣੀ ਮਾਂ ਬੋਲੀ ਨਾਲ ਜੋੜਨ ਦੇ ਯਤਨ ਕੀਤੇ ਜਾ ਰਹੇ ਹਨ। <box>206 1011 332 1034</box>
notice-item: ਇਸ ਮਾਮਲੇ ਵਿੱਚ ਕੇਂਦਰ ਸਰਕਾਰ ਵੱਲੋਂ ਵੀ ਆਪਣਾ ਪੱਖ ਰੱਖਿਆ ਗਿਆ ਅਤੇ ਕਿਹਾ ਗਿਆ ਕਿ ਸਾਰੇ ਨਿਯਮਾਂ ਦੀ ਪਾਲਣਾ ਕੀਤੀ ਜਾ ਰਹੀ ਹੈ। <box>507 175 661 189</box>
headline-kaise-dawaiyan: ਕੈਂਸਰ ਦੀਆਂ ਦਵਾਈਆਂ... <box>342 471 496 492</box>
notice-item: ਸਾਲ 2021 ਤੋਂ ਸੰਬੰਧਤ ਹੋਣ ਕਾਰਨ ਇਹ ਮਾਮਲਾ ਹੋਰ ਵੀ ਗੰਭੀਰ ਬਣ ਗਿਆ ਹੈ ਅਤੇ ਜਾਂਚ ਏਜੰਸੀਆਂ ਵੱਲੋਂ ਇਸ ਦੀ ਘੋਖ ਕੀਤੀ ਜਾ ਰਹੀ ਹੈ। <box>342 147 496 162</box>
masthead-center <box>298 8 1427 64</box>
english-declaration-notice: I Parveen Kumar Bhandari S/O Sh. Dev Raj Bhandari R/O Huo. 302, Block -A, Near Kali Mata Mandir, Rishi Nagar, Ludhiana Punjab declare that Parveen Kumar Bhandari, Parveen Bhandari & Parveen Kumar are one and the same person. All names realted to me. <box>673 750 882 799</box>
banner-line-2: ਆਸਥਾ ਜਾਂ ਪਖੰਡ ਜਾਂ ਫਿਰ ਭੇਡ ਚਾਲ ਕੀ ਹਨ ਇਹ ਰਿਵਾਜ <box>484 1248 1001 1277</box>
notice-item: ਲੁਧਿਆਣਾ 3 ਸਤੰਬਰ (ਸਤਿੰਦਰ ਸਿੰਘ) ਪੁਰਾਣੇ ਇਹ ਮੰਨਣ ਵਾਲੀ ਹੈ ਕਿ ਸਾਡੇ ਸਮਾਜ ਵਿੱਚ ਕਈ ਤਰ੍ਹਾਂ ਦੇ ਰਿਵਾਜ ਪ੍ਰਚਲਿਤ ਹਨ ਜਿਨ੍ਹਾਂ ਨੂੰ ਲੋਕ ਅੰਨ੍ਹੇਵਾਹ ਮੰਨਦੇ ਆ ਰਹੇ ਹਨ। <box>200 1294 326 1316</box>
notice-item: ◆ ਮੈਂ ਹਰਬੰਸ ਸਿੰਘ ਪੁੱਤਰ ਗੁਰਦੇਵ ਸਿੰਘ ਵਾਸੀ ਲੁਧਿਆਣਾ ਬਿਆਨ ਕਰਦਾ ਹਾਂ ਕਿ ਮੇਰਾ ਲੜਕਾ ਅਤੇ ਨੂੰਹ ਮੇਰੇ ਕਹਿਣੇ ਤੋਂ ਬਾਹਰ ਹਨ। <box>9 266 195 282</box>
notice-item: ਇਸ ਸਬੰਧੀ ਸਿਹਤ ਮੰਤਰੀ ਨੇ ਭਰੋਸਾ ਦਿੱਤਾ ਹੈ ਕਿ ਮਾਮਲੇ ਦੀ ਜਾਂਚ ਕਰਕੇ ਜਲਦ ਹੀ ਢੁੱਕਵੀਂ ਕਾਰਵਾਈ ਕੀਤੀ ਜਾਵੇਗੀ। <box>342 845 496 859</box>
notice-item: ਸਾਲ 2020 ਵਿੱਚ ਦਾਇਰ ਕੀਤੀ ਗਈ ਪਟੀਸ਼ਨ ਉੱਤੇ ਸੁਣਵਾਈ ਕਰਦਿਆਂ ਅਦਾਲਤ ਨੇ ਇਹ ਟਿੱਪਣੀ ਕੀਤੀ। <box>507 137 661 151</box>
notice-item: 10 ਲੱਖ ਦੀ ਰਾਸ਼ੀ ਮਨਜ਼ੂਰ ਹੋਣ ਦੇ ਬਾਵਜੂਦ ਕੰਮ ਸ਼ੁਰੂ ਨਹੀਂ ਹੋਇਆ। <box>507 505 622 512</box>
notice-item: ◆ ਮੀਟਰ ਨੰਬਰ 7.5 ਤਰ੍ਹਾਂ ਪਾਵਰ ਦਾ ਮੀਟਰ ਕੁਨੈਕਸ਼ਨ ਨੰਬਰ 13-0932 ਸੀ ਜਿਸ ਦੀ ਅਦਾਇਗੀ ਬਕਾਇਆ ਹੈ। <box>671 550 884 558</box>
notice-item: ◆ ਮੈਂ ਮਨਜੀਤ ਕੌਰ ਪਤਨੀ ਸਵ. ਗੁਰਦੇਵ ਸਿੰਘ ਵਾਸੀ ਜਗਰਾਉਂ ਬਿਆਨ ਕਰਦੀ ਹਾਂ ਕਿ ਮੇਰੀ ਨੂੰਹ ਮੇਰੇ ਕਹਿਣੇ ਤੋਂ ਬਾਹਰ ਹੈ। <box>671 224 884 232</box>
gumshudgi-list <box>671 828 884 882</box>
notice-item: ◆ ਮੈਂ ਕੁਲਵਿੰਦਰ ਕੌਰ ਪਤਨੀ ਸਵ. ਹਰਦੀਪ ਸਿੰਘ ਵਾਸੀ ਪਿੰਡ ਕੋਟ ਈਸੇ ਖਾਂ ਬਿਆਨ ਕਰਦੀ ਹਾਂ ਕਿ ਮੇਰਾ ਪੁੱਤਰ ਮੇਰੇ ਕਹਿਣੇ ਤੋਂ ਬਾਹਰ ਹੈ। <box>9 984 195 1000</box>
notice-item: ਉਹਨਾਂ ਕਿਹਾ ਕਿ ਬੇਰੁਜ਼ਗਾਰੀ ਅਤੇ ਮਹਿੰਗਾਈ ਦੇ ਮੁੱਦੇ ਉੱਤੇ ਸਰਕਾਰ ਪੂਰੀ ਤਰ੍ਹਾਂ ਨਾਕਾਮ ਰਹੀ ਹੈ। <box>507 660 661 675</box>
notice-item: ਅਦਾਲਤ ਨੇ ਸਬੰਧਤ ਧਿਰਾਂ ਨੂੰ ਨੋਟਿਸ ਜਾਰੀ ਕਰਦਿਆਂ ਅਗਲੀ ਸੁਣਵਾਈ ਦੀ ਤਰੀਕ ਤੈਅ ਕੀਤੀ ਹੈ ਅਤੇ ਜਵਾਬ ਦਾਖਲ ਕਰਨ ਲਈ ਕਿਹਾ ਹੈ। <box>507 346 661 360</box>
notice-item: ਇਸ ਮੌਕੇ ਵੱਡੀ ਗਿਣਤੀ ਵਿੱਚ ਵਰਕਰਾਂ ਨੇ ਸ਼ਮੂਲੀਅਤ ਕੀਤੀ ਅਤੇ ਸਰਕਾਰ ਵਿਰੁੱਧ ਨਾਅਰੇਬਾਜ਼ੀ ਕੀਤੀ। <box>507 850 661 865</box>
feature-body-left <box>200 1293 326 1784</box>
notice-item: ◆ ਮੈਂ ਅਮਰਜੀਤ ਕੌਰ ਪਤਨੀ ਸਵ. ਬਲਦੇਵ ਸਿੰਘ ਵਾਸੀ ਮਕਾਨ ਨੰ: 610/ਐਕਸ, ਮਾਡਲ ਟਾਊਨ ਬਿਆਨ ਕਰਦੀ ਹਾਂ ਕਿ ਮੇਰਾ ਪੁੱਤਰ ਮੇਰੇ ਕਹਿਣੇ ਤੋਂ ਬਾਹਰ ਹੈ। <box>9 947 195 962</box>
notice-item: ◆ ਮੈਂ ਸਰਬਜੀਤ ਸਿੰਘ ਪੁੱਤਰ ਦਰਸ਼ਨ ਸਿੰਘ ਵਾਸੀ ਮਕਾਨ ਨੰਬਰ 242, ਭਾਗਭ ਕਾਲੋਨੀ, ਥਾਣਾ ਲੁਧਿਆਣਾ ਬਿਆਨ ਕਰਦਾ ਹਾਂ ਕਿ ਮੇਰੀ ਲੜਕੀ ਮੇਰੇ ਕਹਿਣੇ ਤੋਂ ਬਾਹਰ ਹੈ। <box>671 155 884 171</box>
notice-item: 12 ਦਵਾਈਆਂ ਦੀ ਸੂਚੀ ਜਾਰੀ ਕੀਤੀ ਗਈ ਹੈ ਜਿਨ੍ਹਾਂ ਦੀਆਂ ਕੀਮਤਾਂ ਵਿੱਚ ਕਮੀ ਕੀਤੀ ਗਈ ਹੈ। <box>342 590 496 605</box>
notice-item: ਪਿਛਲੇ ਕਈ ਸਾਲਾਂ ਤੋਂ ਇਹ ਸਿਲਸਿਲਾ ਜਾਰੀ ਹੈ ਅਤੇ ਹੁਣ ਇਸ ਨੂੰ ਰੋਕਣ ਦੀ ਲੋੜ ਹੈ। <box>1137 1332 1280 1338</box>
notice-item: ◆ ਉਸਦਾ ਜਨਮ ਮਿਤੀ 2854 ਮਿਤੀ 21/06/1994 ਹੈ, ਕੱਦ ਕਰੀਬ 5 ਫੁੱਟ 6 ਇੰਚ ਅਤੇ ਰੰਗ ਸਾਫ ਹੈ। ਜੇਕਰ ਕਿਸੇ ਨੂੰ ਮਿਲੇ ਤਾਂ ਸੰਪਰਕ ਕਰੋ। <box>671 847 884 863</box>
notice-item: ◆ ਮੈਂ ਰਣਜੀਤ ਕੌਰ ਪਤਨੀ ਮੋਹਨ ਸਿੰਘ ਵਾਸੀ ਜਗਰਾਉਂ ਬਿਆਨ ਕਰਦੀ ਹਾਂ ਕਿ ਮੇਰਾ ਪੁੱਤਰ ਮੇਰੇ ਕਹਿਣੇ ਤੋਂ ਬਾਹਰ ਹੈ ਅਤੇ ਜੋ ਕਿਸੇ ਨਾਲ ਲੈਣ ਦੇਣ ਕਰੇਗਾ ਉਸਦਾ ਆਪ ਜਿੰਮੇਵਾਰ ਹੋਵੇਗਾ। <box>9 361 195 377</box>
feature-body-right <box>1137 1293 1285 1540</box>
notice-item: ◆ ਮੈਂ ਨਿਰਮਲ ਸਿੰਘ ਪੁੱਤਰ ਮੱਘਰ ਸਿੰਘ ਵਾਸੀ ਅਖਾੜਾ ਬਿਆਨ ਕਰਦਾ ਹਾਂ ਕਿ ਮੇਰੀ ਨੂੰਹ ਮੇਰੇ ਕਹਿਣੇ ਤੋਂ ਬਾਹਰ ਹੈ। <box>9 890 195 906</box>
masthead <box>9 8 1503 69</box>
notice-item: ◆ ਬਾਕੀ ਸਾਰੇ ਖਪਤਕਾਰਾਂ ਨੂੰ ਬੇਨਤੀ ਕੀਤੀ ਜਾਂਦੀ ਹੈ ਕਿ ਸਮੇਂ ਸਿਰ ਬਿੱਲ ਅਦਾ ਕਰਨ ਤਾਂ ਜੋ ਕਿਸੇ ਕਿਸਮ ਦੀ ਪਰੇਸ਼ਾਨੀ ਨਾ ਹੋਵੇ। <box>671 677 884 693</box>
notice-item: ਅੰਤ ਵਿੱਚ ਇਹ ਕਹਿਣਾ ਗਲਤ ਨਹੀਂ ਹੋਵੇਗਾ ਕਿ ਆਸਥਾ ਅਤੇ ਪਖੰਡ ਵਿੱਚ ਫਰਕ ਸਮਝਣ ਦੀ ਲੋੜ ਹੈ। <box>1137 1400 1285 1414</box>
aam-soochna-list <box>671 720 884 744</box>
notice-item: ਸਰਕਾਰੀ ਹਸਪਤਾਲਾਂ ਵਿੱਚ ਡਾਕਟਰਾਂ ਦੀ ਘਾਟ ਨੂੰ ਲੈ ਕੇ ਮਰੀਜ਼ਾਂ ਨੂੰ ਭਾਰੀ ਮੁਸ਼ਕਲਾਂ ਦਾ ਸਾਹਮਣਾ ਕਰਨਾ ਪੈ ਰਿਹਾ ਹੈ। ਕਈ ਥਾਵਾਂ ਉੱਤੇ ਅਸਾਮੀਆਂ ਖਾਲੀ ਪਈਆਂ ਹਨ। <box>342 807 496 821</box>
nilami-list <box>671 910 884 944</box>
notice-item: ਵੈਨਕੂਵਰ ਆਧਾਰਿਤ ਦੀ ਪ੍ਰਮੁੱਖ ਵੱਡੀ ਸੰਸਟਰੀਟ ਨੇ ਦੱਸਿਆ ਕਿ ਉਸ ਵੱਲੋਂ ਇਸ ਸਬੰਧੀ ਜਾਣਕਾਰੀ ਸਾਂਝੀ ਕੀਤੀ ਗਈ ਹੈ ਜਿਸ ਵਿੱਚ 20 ਮਾਰਚ ਜਿਮਖਾਨੇ ਨੂੰ ਪ੍ਰਸ਼ਾਸ਼ਨ ਵੱਲੋਂ ਹੀ ਇਹ ਜੋ ਬਾਕਾਇਦਾ ਨਾਲ ਮਨਜ਼ੂਰੀ ਦਿੱਤੀ ਗਈ ਸੀ। <box>342 285 496 307</box>
notice-item: 1990 ਦੇ ਦਹਾਕੇ ਤੋਂ ਚੱਲ ਰਹੇ ਇਸ ਵਿਵਾਦ ਦਾ 1991 ਵਿੱਚ ਵੀ ਹੱਲ ਨਹੀਂ ਹੋ ਸਕਿਆ ਸੀ। <box>507 422 661 436</box>
notice-item: ◆ ਮੈਂ ਕੁਲਵਿੰਦਰ ਕੌਰ ਪਤਨੀ ਸਵ. ਹਰਦੀਪ ਸਿੰਘ ਵਾਸੀ ਪਿੰਡ ਕੋਟ ਈਸੇ ਖਾਂ ਬਿਆਨ ਕਰਦੀ ਹਾਂ ਕਿ ਮੇਰਾ ਪੁੱਤਰ ਮੇਰੇ ਕਹਿਣੇ ਤੋਂ ਬਾਹਰ ਹੈ। <box>9 437 195 453</box>
issue-date: ਬੁੱਧਵਾਰ, 11 ਸਤੰਬਰ 2024 <box>759 21 967 51</box>
notice-item: ਡਾਕਟਰਾਂ ਦੀ ਜਥੇਬੰਦੀ ਵੱਲੋਂ ਸਰਕਾਰ ਤੋਂ ਮੰਗ ਕੀਤੀ ਗਈ ਹੈ ਕਿ ਖਾਲੀ ਅਸਾਮੀਆਂ ਤੁਰੰਤ ਭਰੀਆਂ ਜਾਣ ਅਤੇ ਸੁਰੱਖਿਆ ਦੇ ਪੁਖਤਾ ਪ੍ਰਬੰਧ ਕੀਤੇ ਜਾਣ। <box>342 826 496 840</box>
column-supreme-court <box>507 74 661 1193</box>
column-divider <box>666 74 667 1193</box>
notice-item: 1990 ਦੇ ਦਹਾਕੇ ਤੋਂ ਚੱਲ ਰਹੇ ਇਸ ਵਿਵਾਦ ਦਾ 1991 ਵਿੱਚ ਵੀ ਹੱਲ ਨਹੀਂ ਹੋ ਸਕਿਆ ਸੀ। <box>507 308 661 322</box>
notice-item: ਮਾਹਿਰਾਂ ਨੇ ਕਿਹਾ ਕਿ ਪਾਣੀ ਦੀ ਸ਼ੁੱਧਤਾ ਬਣਾਈ ਰੱਖਣ ਲਈ ਹਰ ਨਾਗਰਿਕ ਦੀ ਜ਼ਿੰਮੇਵਾਰੀ ਬਣਦੀ ਹੈ। <box>1137 1313 1285 1327</box>
notice-item: ਮਾਹਿਰਾਂ ਦਾ ਕਹਿਣਾ ਹੈ ਕਿ ਜੇਕਰ ਸਮੇਂ ਸਿਰ ਇਹਨਾਂ ਮਸਲਿਆਂ ਦਾ ਹੱਲ ਨਾ ਕੱਢਿਆ ਗਿਆ ਤਾਂ ਆਉਣ ਵਾਲੇ ਸਮੇਂ ਵਿੱਚ ਹਾਲਾਤ ਹੋਰ ਵੀ ਖਰਾਬ ਹੋ ਸਕਦੇ ਹਨ। <box>206 206 332 229</box>
notice-item: ਸਰਕਾਰ ਵੱਲੋਂ ਵੀ ਇਸ ਸਬੰਧੀ ਜਾਗਰੂਕਤਾ ਮੁਹਿੰਮ ਚਲਾਈ ਜਾ ਰਹੀ ਹੈ ਪਰ ਲੋਕਾਂ ਦਾ ਸਹਿਯੋਗ ਜ਼ਰੂਰੀ ਹੈ। <box>200 1393 326 1408</box>
notice-item: ਇਸ ਮੌਕੇ ਬੋਲਦਿਆਂ ਆਗੂਆਂ ਨੇ ਕਿਹਾ ਕਿ ਲੋਕਾਂ ਦੀਆਂ ਸਮੱਸਿਆਵਾਂ ਨੂੰ ਪਹਿਲ ਦੇ ਆਧਾਰ ਉੱਤੇ ਹੱਲ ਕੀਤਾ ਜਾਵੇਗਾ ਅਤੇ ਕਿਸੇ ਨਾਲ ਵੀ ਬੇਇਨਸਾਫੀ ਨਹੀਂ ਹੋਣ ਦਿੱਤੀ ਜਾਵੇਗੀ। <box>206 583 332 605</box>
notice-item: ਸੁਪਰੀਮ ਕੋਰਟ ਨੇ ਇਸ ਮਾਮਲੇ ਦੀ ਸੁਣਵਾਈ ਕਰਦਿਆਂ ਕਿਹਾ ਕਿ ਕਾਨੂੰਨ ਸਭ ਲਈ ਬਰਾਬਰ ਹੈ ਅਤੇ ਕਿਸੇ ਨਾਲ ਵੀ ਵਿਤਕਰਾ ਨਹੀਂ ਕੀਤਾ ਜਾ ਸਕਦਾ। <box>507 213 661 227</box>
notice-item: ◆ ਮੈਂ ਕਰਮ ਸਿੰਘ ਪੁੱਤਰ 26, ਸਤਨਾਮ ਸਿੰਘ ਵਾਸੀ ਕਮਾਲਪੁਰਾ ਬਿਆਨ ਕਰਦਾ ਹਾਂ ਕਿ ਮੇਰਾ ਲੜਕਾ ਅਤੇ ਨੂੰਹ ਮੇਰੇ ਕਹਿਣੇ ਤੋਂ ਬਾਹਰ ਹਨ। <box>671 235 884 251</box>
headline-delhi-rashtrapati: ਦਿੱਲੀ 'ਚ ਰਾਸ਼ਟਰਪਤੀ ... <box>342 169 496 189</box>
notice-item: ◆ ਮੈਂ ਸਤਨਾਮ ਸਿੰਘ ਪੁੱਤਰ ਨਿਰੰਜਣ ਸਿੰਘ ਵਾਸੀ ਪਿੰਡ ਬੱਸੀਆਂ ਬਿਆਨ ਕਰਦਾ ਹਾਂ ਕਿ ਮੇਰਾ ਲੜਕਾ ਕਹਿਣੇ ਤੋਂ ਬਾਹਰ ਹੈ। <box>9 608 195 624</box>
notice-item: ◆ ਮੈਂ ਸੁਰਜੀਤ ਕੌਰ ਪਤਨੀ ਸਵ. ਦਰਸ਼ਨ ਸਿੰਘ ਵਾਸੀ ਪਿੰਡ ਮਾਣੂੰਕੇ ਬਿਆਨ ਕਰਦੀ ਹਾਂ ਕਿ ਮੇਰਾ ਪੋਤਰਾ ਮੇਰੇ ਕਹਿਣੇ ਤੋਂ ਬਾਹਰ ਹੈ। <box>9 852 195 868</box>
notice-item: ◆ ਮੈਂ ਸੰਤੋਖ ਸਿੰਘ ਪੁੱਤਰ ਬੰਤਾ ਸਿੰਘ ਵਾਸੀ ਪਿੰਡ ਚੱਕ ਭਾਈ ਕਾ ਬਿਆਨ ਕਰਦਾ ਹਾਂ ਕਿ ਮੇਰਾ ਲੜਕਾ ਮੇਰੇ ਕਹਿਣੇ ਤੋਂ ਬਾਹਰ ਹੈ। <box>9 285 195 301</box>
notice-item: ◆ ਮੈਂ ਬਲਜੀਤ ਕੌਰ ਪਤਨੀ ਸੁਖਦੇਵ ਸਿੰਘ ਵਾਸੀ ਪਿੰਡ ਤਲਵੰਡੀ ਬਿਆਨ ਕਰਦੀ ਹਾਂ ਕਿ ਮੇਰਾ ਲੜਕਾ ਕਹਿਣੇ ਤੋਂ ਬਾਹਰ ਹੈ। <box>9 1080 195 1096</box>
headline-bhera-sahib-kalsa: ਭੇਰਾ ਸਾਹਿਬ ਕਲਸਾ ... <box>206 769 332 807</box>
notice-item: ◆ ਮੈਂ ਸੁਰਜੀਤ ਕੌਰ ਪਤਨੀ ਸਵ. ਦਰਸ਼ਨ ਸਿੰਘ ਵਾਸੀ ਪਿੰਡ ਮਾਣੂੰਕੇ ਬਿਆਨ ਕਰਦੀ ਹਾਂ ਕਿ ਮੇਰਾ ਪੋਤਰਾ ਮੇਰੇ ਕਹਿਣੇ ਤੋਂ ਬਾਹਰ ਹੈ। <box>9 304 195 320</box>
bottom-left-spacer <box>9 1198 195 1787</box>
notice-item: ਪ੍ਰਸ਼ਾਸਨ ਵੱਲੋਂ ਜਾਰੀ ਹੁਕਮਾਂ ਮੁਤਾਬਕ ਸਾਰੇ ਸਬੰਧਤ ਅਧਿਕਾਰੀਆਂ ਨੂੰ ਜ਼ਰੂਰੀ ਕਾਰਵਾਈ ਕਰਨ ਲਈ ਕਿਹਾ ਗਿਆ ਹੈ ਤਾਂ ਜੋ ਆਮ ਲੋਕਾਂ ਨੂੰ ਕਿਸੇ ਕਿਸਮ ਦੀ ਪਰੇਸ਼ਾਨੀ ਦਾ ਸਾਹਮਣਾ ਨਾ ਕਰਨਾ ਪਵੇ। <box>342 331 496 353</box>
flag-icon: ▰▰▰ <box>262 13 284 24</box>
notice-item: ◆ ਮੈਂ ਹਰਜਿੰਦਰ ਸਿੰਘ ਪੁੱਤਰ ਕਰਤਾਰ ਸਿੰਘ ਵਾਸੀ ਮਕਾਨ ਨੰ: 4505, ਗਲੀ ਨੰਬਰ 3, ਬਿਆਨ ਕਰਦਾ ਹਾਂ ਕਿ ਮੇਰਾ ਲੜਕਾ ਅਤੇ ਨੂੰਹ ਕਹਿਣੇ ਤੋਂ ਬਾਹਰ ਹਨ। <box>9 1099 195 1114</box>
notice-item: ਇਸ ਮੌਕੇ ਵੱਡੀ ਗਿਣਤੀ ਵਿੱਚ ਵਰਕਰਾਂ ਨੇ ਸ਼ਮੂਲੀਅਤ ਕੀਤੀ ਅਤੇ ਸਰਕਾਰ ਵਿਰੁੱਧ ਨਾਅਰੇਬਾਜ਼ੀ ਕੀਤੀ। <box>507 736 661 750</box>
notice-item: ਲੁਧਿਆਣਾ 3 ਸਤੰਬਰ (ਸਤਿੰਦਰ ਸਿੰਘ) ਪੁਰਾਣੇ ਇਹ ਮੰਨਣ ਵਾਲੀ ਹੈ ਕਿ ਸਾਡੇ ਸਮਾਜ ਵਿੱਚ ਕਈ ਤਰ੍ਹਾਂ ਦੇ ਰਿਵਾਜ ਪ੍ਰਚਲਿਤ ਹਨ ਜਿਨ੍ਹਾਂ ਨੂੰ ਲੋਕ ਅੰਨ੍ਹੇਵਾਹ ਮੰਨਦੇ ਆ ਰਹੇ ਹਨ। <box>200 1623 326 1645</box>
notice-item: ◆ ਮੈਂ ਜਸਪਾਲ ਸਿੰਘ ਪੁੱਤਰ ਮਹਿੰਦਰ ਸਿੰਘ ਵਾਸੀ ਪਿੰਡ ਧਾਲੀਵਾਲ ਕਲਾਂ ਬਿਆਨ ਕਰਦਾ ਹਾਂ ਕਿ ਮੇਰਾ ਲੜਕਾ ਮੇਰੇ ਕਹਿਣੇ ਵਿੱਚ ਨਹੀਂ ਹੈ। <box>9 776 195 791</box>
notice-item: ਸਮਾਗਮ ਦੌਰਾਨ ਅਟੁੱਟ ਲੰਗਰ ਵਰਤਾਇਆ ਗਿਆ ਅਤੇ ਸੰਗਤਾਂ ਨੇ ਵੱਡੀ ਗਿਣਤੀ ਵਿੱਚ ਸ਼ਮੂਲੀਅਤ ਕੀਤੀ। <box>206 664 332 678</box>
notice-item: ਪਿੰਡ ਵਾਸੀਆਂ ਨੇ ਕਿਹਾ ਕਿ ਜੇਕਰ ਜਲਦ ਹੀ ਉਹਨਾਂ ਦੀਆਂ ਮੰਗਾਂ ਨਾ ਮੰਨੀਆਂ ਗਈਆਂ ਤਾਂ ਉਹ ਸੰਘਰਸ਼ ਕਰਨ ਲਈ ਮਜਬੂਰ ਹੋਣਗੇ। <box>507 486 661 500</box>
notice-item: ◆ ਮੈਂ ਜਸਵੰਤ ਕੌਰ ਪਤਨੀ ਸਵ. ਅਜੀਤ ਸਿੰਘ ਵਾਸੀ ਜਗਰਾਉਂ ਬਿਆਨ ਕਰਦੀ ਹਾਂ ਕਿ ਮੇਰੀ ਨੂੰਹ ਮੇਰੇ ਕਹਿਣੇ ਤੋਂ ਬਾਹਰ ਹੈ। <box>9 1042 195 1058</box>
newspaper-tagline: A Leading Punjabi Daily <box>183 49 285 59</box>
notice-item: ਉਹਨਾਂ ਕਿਹਾ ਕਿ ਜੇਕਰ ਸਮੇਂ ਸਿਰ ਇਸ ਉੱਤੇ ਰੋਕ ਨਾ ਲਗਾਈ ਗਈ ਤਾਂ ਆਉਣ ਵਾਲੀਆਂ ਪੀੜ੍ਹੀਆਂ ਲਈ ਸਾਫ ਪਾਣੀ ਦੀ ਵੱਡੀ ਸਮੱਸਿਆ ਖੜ੍ਹੀ ਹੋ ਜਾਵੇਗੀ। <box>200 1696 326 1718</box>
notice-item: ◆ ਮੈਂ ਅਵਤਾਰ ਸਿੰਘ ਪੁੱਤਰ ਸੁਰਜੀਤ ਸਿੰਘ ਵਾਸੀ ਮੁਹੱਲਾ ਗੁਰੂ ਨਾਨਕ ਨਗਰ, ਜਗਰਾਉਂ ਬਿਆਨ ਕਰਦਾ ਹਾਂ ਕਿ ਮੇਰੀ ਲੜਕੀ ਮੇਰੇ ਕਹਿਣੇ ਤੋਂ ਬਾਹਰ ਹੈ। <box>9 190 195 206</box>
notice-item: ਪ੍ਰਸ਼ਾਸਨ ਵੱਲੋਂ ਜਾਰੀ ਹੁਕਮਾਂ ਮੁਤਾਬਕ ਸਾਰੇ ਸਬੰਧਤ ਅਧਿਕਾਰੀਆਂ ਨੂੰ ਜ਼ਰੂਰੀ ਕਾਰਵਾਈ ਕਰਨ ਲਈ ਕਿਹਾ ਗਿਆ ਹੈ ਤਾਂ ਜੋ ਆਮ ਲੋਕਾਂ ਨੂੰ ਕਿਸੇ ਕਿਸਮ ਦੀ ਪਰੇਸ਼ਾਨੀ ਦਾ ਸਾਹਮਣਾ ਨਾ ਕਰਨਾ ਪਵੇ। <box>342 422 496 445</box>
notice-item: ◆ ਮੈਂ ਦਲਜੀਤ ਸਿੰਘ ਪੁੱਤਰ ਜਗੀਰ ਸਿੰਘ ਵਾਸੀ ਪਿੰਡ ਹਠੂਰ ਬਿਆਨ ਕਰਦਾ ਹਾਂ ਕਿ ਮੇਰਾ ਲੜਕਾ ਤੇ ਨੂੰਹ ਮੇਰੇ ਕਹਿਣੇ ਤੋਂ ਬਾਹਰ ਹਨ, ਮੈਂ ਉਹਨਾਂ ਨੂੰ ਬੇਦਖਲ ਕਰਦਾ ਹਾਂ। <box>9 323 195 339</box>
notice-item: ਸਮਾਗਮ ਦੇ ਅਖੀਰ ਵਿੱਚ ਸਭਨਾਂ ਦਾ ਧੰਨਵਾਦ ਕੀਤਾ ਗਿਆ। <box>206 1039 308 1045</box>
notice-item: ਇਸ ਦੇ ਨਾਲ ਹੀ ਕਈ ਜਥੇਬੰਦੀਆਂ ਵੱਲੋਂ ਵੀ ਆਪਣੀਆਂ ਮੰਗਾਂ ਨੂੰ ਲੈ ਕੇ ਰੋਸ ਪ੍ਰਦਰਸ਼ਨ ਕੀਤੇ ਜਾ ਰਹੇ ਹਨ। ਇਹਨਾਂ ਪ੍ਰਦਰਸ਼ਨਾਂ ਕਾਰਨ ਆਮ ਲੋਕਾਂ ਨੂੰ ਵੀ ਕਾਫੀ ਪਰੇਸ਼ਾਨੀ ਦਾ ਸਾਹਮਣਾ ਕਰਨਾ ਪੈ ਰਿਹਾ ਹੈ। <box>206 341 332 363</box>
notice-item: ਇਸ ਮੌਕੇ ਸਮਾਜ ਸੇਵੀ ਸੰਸਥਾਵਾਂ ਨੇ ਵੀ ਸਫਾਈ ਮੁਹਿੰਮ ਚਲਾਈ ਅਤੇ ਲੋਕਾਂ ਨੂੰ ਜਾਗਰੂਕ ਕੀਤਾ। <box>200 1439 326 1453</box>
notice-item: ◆ ਮੈਂ ਮਨਜੀਤ ਸਿੰਘ ਪੁੱਤਰ ਗੁਰਬਚਨ ਸਿੰਘ ਵਾਸੀ ਮਕਾਨ ਨੰ: 490/7 ਗੱਲ ਬਿਆਨ ਕਰਦਾ ਹਾਂ ਕਿ ਮੇਰਾ ਪੁੱਤਰ ਕਹਿਣੇ ਤੋਂ ਬਾਹਰ ਹੈ। <box>9 1061 195 1077</box>
notice-item: ਬੀਤੇ ਕੁਝ ਛਾਪਣੇ ਦੇਣ ਹੋਣ ਨਾਲ ਆਸਟ੍ਰੇਲੀਆ ਵਿਖੇ ਵਸਦੇ ਪੰਜਾਬੀ ਭਾਈਚਾਰੇ ਵੱਲੋਂ ਵਿਸ਼ੇਸ਼ ਸਮਾਗਮ ਕਰਵਾਇਆ ਗਿਆ ਜਿਸ ਵਿੱਚ ਵੱਡੀ ਗਿਣਤੀ ਵਿੱਚ ਲੋਕਾਂ ਨੇ ਹਿੱਸਾ ਲਿਆ। <box>206 984 332 1006</box>
center-connection-list <box>671 509 884 693</box>
section-header-bedakhli-2: ਬੇਦਖਲੀ <box>671 74 884 95</box>
column-divider <box>336 74 337 1193</box>
notice-item: ਸੁਪਰੀਮ ਕੋਰਟ ਨੇ ਇਸ ਮਾਮਲੇ ਦੀ ਸੁਣਵਾਈ ਕਰਦਿਆਂ ਕਿਹਾ ਕਿ ਕਾਨੂੰਨ ਸਭ ਲਈ ਬਰਾਬਰ ਹੈ ਅਤੇ ਕਿਸੇ ਨਾਲ ਵੀ ਵਿਤਕਰਾ ਨਹੀਂ ਕੀਤਾ ਜਾ ਸਕਦਾ। <box>507 327 661 341</box>
notice-item: ◆ ਮੈਂ, ਨਿਰਮਲ ਸਿੰਘ ਪੁੱਤਰ ਬੀਰਾ ਸਿੰਘ ਵਾਸੀ ਪਿੰਡ ਚੱਕਰ ਬਿਆਨ ਕਰਦਾ ਹਾਂ ਕਿ ਮੇਰਾ ਲੜਕਾ ਅਤੇ ਨੂੰਹ ਮੇਰੇ ਕਹਿਣੇ ਤੋਂ ਬਾਹਰ ਹਨ। <box>9 1023 195 1039</box>
column-delhi <box>342 74 496 1193</box>
notice-item: ◆ ਮੈਂ ਹਰਦੀਪ ਕੌਰ ਪਤਨੀ ਸਵ. ਨਿਰਮਲ ਸਿੰਘ ਵਾਸੀ ਪਿੰਡ ਸੁਧਾਰ ਬਿਆਨ ਕਰਦੀ ਹਾਂ ਕਿ ਮੇਰਾ ਪੁੱਤਰ ਅਤੇ ਨੂੰਹ ਮੇਰੇ ਕਹਿਣੇ ਤੋਂ ਬਾਹਰ ਹਨ ਮੈਂ ਉਹਨਾਂ ਨੂੰ ਬੇਦਖਲ ਕਰਦੀ ਹਾਂ। <box>671 174 884 190</box>
notice-item: ਧਾਰਮਿਕ ਆਗੂਆਂ ਨੇ ਵੀ ਲੋਕਾਂ ਨੂੰ ਅਪੀਲ ਕੀਤੀ ਕਿ ਉਹ ਵਾਤਾਵਰਣ ਦੀ ਸੰਭਾਲ ਵਿੱਚ ਯੋਗਦਾਨ ਪਾਉਣ। <box>1137 1468 1285 1483</box>
article-body-intro <box>342 74 496 162</box>
notice-item: ◆ ਮੈਂ ਸੁਖਦੇਵ ਸਿੰਘ ਪੁੱਤਰ ਅਮਰ ਸਿੰਘ ਵਾਸੀ ਵਾਰਡ ਨੰਬਰ 8, ਅਹਿਮਦਗੜ੍ਹ ਬਿਆਨ ਕਰਦਾ ਹਾਂ ਕਿ ਮੇਰਾ ਲੜਕਾ ਮੇਰੇ ਕਹਿਣੇ ਤੋਂ ਬਾਹਰ ਹੈ, ਮੈਂ ਉਸਨੂੰ ਆਪਣੀ ਚੱਲ ਅਤੇ ਅਚੱਲ ਜਾਇਦਾਦ ਤੋਂ ਬੇਦਖਲ ਕਰਦਾ ਹਾਂ। <box>9 673 195 689</box>
article-body-delhi <box>342 192 496 464</box>
notice-item: ਸਰਕਾਰ ਵੱਲੋਂ ਵੀ ਇਸ ਸਬੰਧੀ ਜਾਗਰੂਕਤਾ ਮੁਹਿੰਮ ਚਲਾਈ ਜਾ ਰਹੀ ਹੈ ਪਰ ਲੋਕਾਂ ਦਾ ਸਹਿਯੋਗ ਜ਼ਰੂਰੀ ਹੈ। <box>200 1723 326 1737</box>
notice-item: ◆ ਬਾਕੀ ਸਾਰੇ ਖਪਤਕਾਰਾਂ ਨੂੰ ਬੇਨਤੀ ਕੀਤੀ ਜਾਂਦੀ ਹੈ ਕਿ ਸਮੇਂ ਸਿਰ ਬਿੱਲ ਅਦਾ ਕਰਨ ਤਾਂ ਜੋ ਕਿਸੇ ਕਿਸਮ ਦੀ ਪਰੇਸ਼ਾਨੀ ਨਾ ਹੋਵੇ। <box>671 583 884 599</box>
notice-item: ◆ ਮੈਂ ਰਾਜਿੰਦਰ ਸਿੰਘ ਪੁੱਤਰ ਸ਼ਾਮ ਸਿੰਘ ਵਾਸੀ ਮਕਾਨ ਨੰਬਰ 145 ਮੁਹੱਲਾ ਸੁੰਦਰ ਨਗਰ ਲੁਧਿਆਣਾ ਬਿਆਨ ਕਰਦਾ ਹਾਂ ਕਿ ਮੇਰਾ ਪੁੱਤਰ ਅਤੇ ਨੂੰਹ ਮੇਰੇ ਕਹਿਣੇ ਤੋਂ ਬਾਹਰ ਹਨ, ਮੈਂ ਉਹਨਾਂ ਨੂੰ ਚੱਲ ਅਚੱਲ ਜਾਇਦਾਦ ਤੋਂ ਬੇਦਖਲ ਕਰਦਾ ਹਾਂ। <box>9 711 195 735</box>
notice-item: ਅਜਿਹੇ ਰਿਵਾਜਾਂ ਕਾਰਨ ਸਾਡੇ ਦਰਿਆਵਾਂ ਅਤੇ ਨਹਿਰਾਂ ਦਾ ਪਾਣੀ ਲਗਾਤਾਰ ਗੰਦਾ ਹੋ ਰਿਹਾ ਹੈ। ਲੋਕ ਪੂਜਾ ਸਮੱਗਰੀ, ਫੁੱਲ, ਕੱਪੜੇ ਅਤੇ ਹੋਰ ਸਮਾਨ ਪਾਣੀ ਵਿੱਚ ਸੁੱਟ ਦਿੰਦੇ ਹਨ। <box>200 1650 326 1672</box>
notice-item: ◆ ਮੈਂ ਤਰਸੇਮ ਸਿੰਘ ਪੁੱਤਰ ਸੁਰਜੀਤ ਸਿੰਘ ਵਾਸੀ ਮਕਾਨ ਨੰ: 120 ਪੂਰੀ ਸਿਟਜ਼ਨ ਕੌਲਨੀ ਲੁਧਿਆਣਾ ਬਿਆਨ ਕਰਦਾ ਹਾਂ ਕਿ ਮੇਰੇ ਪੁੱਤਰ ਮੇਰੇ ਕਹਿਣੇ ਤੋਂ ਬਾਹਰ ਹਨ। <box>671 386 884 402</box>
headline-sri-guru-nanak: ਸ੍ਰੀ ਗੁਰੂ ਨਾਨਕ... <box>206 613 332 634</box>
notice-item: ਸਾਲ 2021 ਤੋਂ ਸੰਬੰਧਤ ਹੋਣ ਕਾਰਨ ਇਹ ਮਾਮਲਾ ਹੋਰ ਵੀ ਗੰਭੀਰ ਬਣ ਗਿਆ ਹੈ ਅਤੇ ਜਾਂਚ ਏਜੰਸੀਆਂ ਵੱਲੋਂ ਇਸ ਦੀ ਘੋਖ ਕੀਤੀ ਜਾ ਰਹੀ ਹੈ। <box>342 266 496 280</box>
notice-item: ਇਸ ਮੌਕੇ ਵੱਡੀ ਗਿਣਤੀ ਵਿੱਚ ਵਰਕਰਾਂ ਨੇ ਸ਼ਮੂਲੀਅਤ ਕੀਤੀ ਅਤੇ ਸਰਕਾਰ ਵਿਰੁੱਧ ਨਾਅਰੇਬਾਜ਼ੀ ਕੀਤੀ। <box>507 679 661 694</box>
notice-item: ◆ ਮੀਟਰ ਨੰਬਰ 064119 ਵਾਲੇ ਖਪਤਕਾਰ ਨੂੰ ਅਪੀਲ ਕੀਤੀ ਜਾਂਦੀ ਹੈ ਕਿ ਉਹ ਤੁਰੰਤ ਸੰਪਰਕ ਕਰਨ। <box>671 655 884 663</box>
notice-item: ਦਵਾਈਆਂ ਦੀਆਂ ਕੀਮਤਾਂ ਵਿੱਚ ਹੋਏ ਵਾਧੇ ਨੂੰ ਲੈ ਕੇ ਮਰੀਜ਼ਾਂ ਨੂੰ ਵੱਡੀ ਪਰੇਸ਼ਾਨੀ ਦਾ ਸਾਹਮਣਾ ਕਰਨਾ ਪੈ ਰਿਹਾ ਹੈ। ਸਰਕਾਰ ਵੱਲੋਂ ਇਸ ਸਬੰਧੀ ਜਲਦ ਕਦਮ ਚੁੱਕਣ ਦੀ ਗੱਲ ਕਹੀ ਗਈ ਹੈ। <box>342 571 496 586</box>
notice-item: ◆ ਮੈਂ ਮਨਜੀਤ ਸਿੰਘ ਪੁੱਤਰ ਗੁਰਬਚਨ ਸਿੰਘ ਵਾਸੀ ਮਕਾਨ ਨੰ: 490/7 ਗੱਲ ਬਿਆਨ ਕਰਦਾ ਹਾਂ ਕਿ ਮੇਰਾ ਪੁੱਤਰ ਕਹਿਣੇ ਤੋਂ ਬਾਹਰ ਹੈ। <box>9 513 195 529</box>
notice-item: ਮੌਜੂਦੀ ਅਥਾਰਿਟੀ ਕੰਸਾਰੈਕਟ ਆਥਰਾਈਜ਼ ਨੋਟਿਸ ਅਮਰੀ ਵੱਲੋਂ ਆਪਣੀ ਨਹੀਂ ਕੋਈ ਨੀਤੀ ਸਪਸ਼ਟ ਕੀਤੀ ਹੈ। ਇਸ ਨੂੰ ਲੈ ਕੇ ਵਿਵਾਦ ਖੜ੍ਹਾ ਹੋ ਗਿਆ ਹੈ। <box>342 312 496 326</box>
notice-item: ◆ ਮੈਂ ਸਰਬਜੀਤ ਸਿੰਘ ਪੁੱਤਰ ਮਰਹੂਮ ਜਿਸਦਾ ਜਨਮ 2011, ਮੇਰੇ ਘਰੋਂ ਬਿਨਾਂ ਦੱਸੇ ਕਿਤੇ ਚਲਾ ਗਿਆ ਹੈ। ਜਿਸ ਦੀ ਭਾਲ ਜਾਰੀ ਹੈ। <box>671 828 884 844</box>
column-bedakhli-left <box>9 74 195 1193</box>
notice-item: ◆ ਨਿਲਾਮੀ ਦੀ ਸ਼ਰਤਾਂ ਸਬੰਧੀ ਜਾਣਕਾਰੀ ਦਫ਼ਤਰੀ ਸਮੇਂ ਦੌਰਾਨ ਪ੍ਰਾਪਤ ਕੀਤੀ ਜਾ ਸਕਦੀ ਹੈ। ਬੋਲੀ ਦੇਣ ਵਾਲਿਆਂ ਨੂੰ 11 ਵਜੇ ਪਹਿਲਾਂ ਆਉਣਾ ਲਾਜ਼ਮੀ ਹੈ। <box>671 928 884 944</box>
feature-col-right <box>1137 1293 1285 1788</box>
notice-item: ◆ ਮੈਂ ਗੁਰਮੇਲ ਕੌਰ ਪਤਨੀ ਸਵ. ਜਰਨੈਲ ਸਿੰਘ ਵਾਸੀ ਪਿੰਡ ਕਮਾਲਪੁਰਾ ਤਹਿਸੀਲ ਪਾਇਲ ਜਿਲ੍ਹਾ ਲੁਧਿਆਣਾ ਬਿਆਨ ਕਰਦੀ ਹਾਂ ਕਿ ਮੇਰਾ ਪੁੱਤਰ ਮੇਰੇ ਕਹਿਣੇ ਤੋਂ ਬਾਹਰ ਹੈ। <box>9 692 195 708</box>
photo-water-area <box>340 1431 1123 1529</box>
headline-mukh-ate-pather: ਮੁੱਖ ਅਤੇ ਪਾਹੜੋ... <box>206 102 332 122</box>
feature-photo-col <box>340 1293 1124 1788</box>
notice-item: ਪ੍ਰਸ਼ਾਸਨ ਨੇ ਲੋਕਾਂ ਨੂੰ ਅਪੀਲ ਕੀਤੀ ਹੈ ਕਿ ਉਹ ਪੂਜਾ ਸਮੱਗਰੀ ਨੂੰ ਨਿਰਧਾਰਤ ਥਾਵਾਂ ਉੱਤੇ ਹੀ ਸੁੱਟਣ ਅਤੇ ਪਾਣੀ ਨੂੰ ਗੰਦਾ ਹੋਣ ਤੋਂ ਬਚਾਉਣ ਵਿੱਚ ਸਹਿਯੋਗ ਦੇਣ। <box>200 1742 326 1764</box>
notice-item: ◆ ਮੈਂ ਰਜਿੰਦਰ ਕੌਰ ਪਤਨੀ ਸਵ. ਜਸਵੰਤ ਸਿੰਘ ਵਾਸੀ ਮਕਾਨ ਨੰ: 173, ਗਲੀ ਨੰਬਰ 6, ਬਿਆਨ ਕਰਦੀ ਹਾਂ ਕਿ ਮੇਰੀ ਨੂੰਹ ਕਹਿਣੇ ਤੋਂ ਬਾਹਰ ਹੈ। <box>9 627 195 643</box>
notice-item: ਸਮਾਗਮ ਦੌਰਾਨ ਅਟੁੱਟ ਲੰਗਰ ਵਰਤਾਇਆ ਗਿਆ ਅਤੇ ਸੰਗਤਾਂ ਨੇ ਵੱਡੀ ਗਿਣਤੀ ਵਿੱਚ ਸ਼ਮੂਲੀਅਤ ਕੀਤੀ। <box>206 838 332 852</box>
notice-item: ਦੂਜੇ ਪਾਸੇ ਸਰਕਾਰ ਦਾ ਕਹਿਣਾ ਹੈ ਕਿ ਉਹ ਹਰ ਵਰਗ ਦੇ ਹਿੱਤਾਂ ਦੀ ਰਾਖੀ ਲਈ ਵਚਨਬੱਧ ਹੈ ਅਤੇ ਜਲਦ ਹੀ ਸਾਰੇ ਮਸਲਿਆਂ ਦਾ ਹੱਲ ਕੱਢ ਲਿਆ ਜਾਵੇਗਾ। <box>206 556 332 579</box>
notice-item: ◆ ਮੈਂ ਗੁਰਦੀਪ ਸਿੰਘ ਪੁੱਤਰ ਮੋਹਨ ਸਿੰਘ ਵਾਸੀ ਮਕਾਨ ਨੰ: 491/2, ਸਰਾਭਾ ਨਗਰ ਬਿਆਨ ਕਰਦਾ ਹਾਂ ਕਿ ਮੇਰਾ ਲੜਕਾ ਅਤੇ ਨੂੰਹ ਮੇਰੇ ਕਹਿਣੇ ਤੋਂ ਬਾਹਰ ਹਨ ਮੈਂ ਉਹਨਾਂ ਨੂੰ ਬੇਦਖਲ ਕਰਦਾ ਹਾਂ। <box>9 1137 195 1152</box>
notice-item: ਉਹਨਾਂ ਕਿਹਾ ਕਿ ਜੇਕਰ ਸਮੇਂ ਸਿਰ ਇਸ ਉੱਤੇ ਰੋਕ ਨਾ ਲਗਾਈ ਗਈ ਤਾਂ ਆਉਣ ਵਾਲੀਆਂ ਪੀੜ੍ਹੀਆਂ ਲਈ ਸਾਫ ਪਾਣੀ ਦੀ ਵੱਡੀ ਸਮੱਸਿਆ ਖੜ੍ਹੀ ਹੋ ਜਾਵੇਗੀ। <box>200 1531 326 1553</box>
